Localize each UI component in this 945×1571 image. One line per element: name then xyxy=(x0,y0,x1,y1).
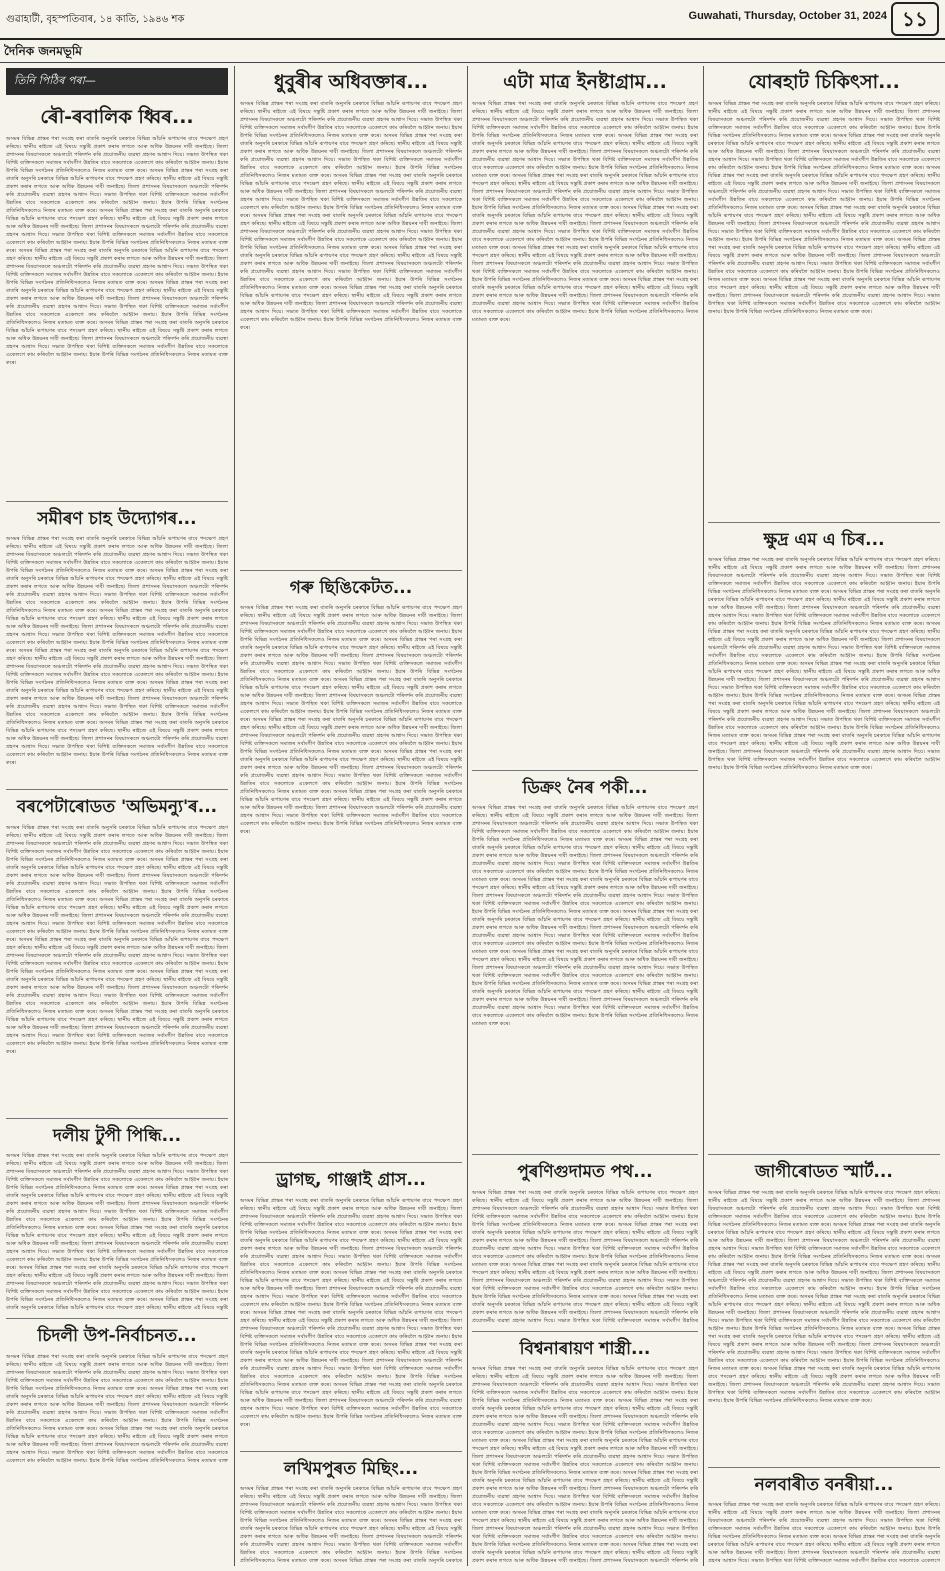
article-body: অসমৰ বিভিন্ন প্ৰান্তৰ পৰা সংগ্ৰহ কৰা বাতৰি অনুসৰি চৰকাৰে বিভিন্ন আঁচনি ৰূপায়ণৰ বাবে পদক্ষেপ গ্ৰহণ কৰিছে। স্থানীয় ৰাইজে এই বিষয়ে সন্তুষ্টি প্ৰকাশ কৰাৰ লগতে আৰু অধিক উন্নয়নৰ দাবী জনাইছে। জিলা প্ৰশাসনৰ বিষয়াসকলে অঞ্চলটো পৰিদৰ্শন কৰি প্ৰয়োজনীয় ব্যৱস্থা গ্ৰহণৰ আশ্বাস দিয়ে। সভাত উপস্থিত থকা বিশিষ্ট ব্যক্তিসকলে সমাজৰ সৰ্বাংগীণ উন্নতিৰ বাবে সকলোকে একেলগে কাম কৰিবলৈ আহ্বান জনায়। ইয়াৰ উপৰি বিভিন্ন সংগঠনৰ প্ৰতিনিধিসকলেও নিজৰ মতামত ব্যক্ত কৰে। অসমৰ বিভিন্ন প্ৰান্তৰ পৰা সংগ্ৰহ কৰা বাতৰি অনুসৰি চৰকাৰে বিভিন্ন আঁচনি ৰূপায়ণৰ বাবে পদক্ষেপ গ্ৰহণ কৰিছে। স্থানীয় ৰাইজে এই বিষয়ে সন্তুষ্টি প্ৰকাশ কৰাৰ লগতে আৰু অধিক উন্নয়নৰ দাবী জনাইছে। জিলা প্ৰশাসনৰ বিষয়াসকলে অঞ্চলটো পৰিদৰ্শন কৰি প্ৰয়োজনীয় ব্যৱস্থা গ্ৰহণৰ আশ্বাস দিয়ে। সভাত উপস্থিত থকা বিশিষ্ট ব্যক্তিসকলে সমাজৰ সৰ্বাংগীণ উন্নতিৰ বাবে সকলোকে একেলগে কাম কৰিবলৈ আহ্বান জনায়। ইয়াৰ উপৰি বিভিন্ন সংগঠনৰ প্ৰতিনিধিসকলেও নিজৰ মতামত ব্যক্ত কৰে। অসমৰ বিভিন্ন প্ৰান্তৰ পৰা সংগ্ৰহ কৰা বাতৰি অনুসৰি চৰকাৰে বিভিন্ন আঁচনি ৰূপায়ণৰ বাবে পদক্ষেপ গ্ৰহণ কৰিছে। স্থানীয় ৰাইজে এই বিষয়ে সন্তুষ্টি প্ৰকাশ কৰাৰ লগতে আৰু অধিক উন্নয়নৰ দাবী জনাইছে। জিলা প্ৰশাসনৰ বিষয়াসকলে অঞ্চলটো পৰিদৰ্শন কৰি প্ৰয়োজনীয় ব্যৱস্থা গ্ৰহণৰ আশ্বাস দিয়ে। সভাত উপস্থিত থকা বিশিষ্ট ব্যক্তিসকলে সমাজৰ সৰ্বাংগীণ উন্নতিৰ বাবে সকলোকে একেলগে কাম কৰিবলৈ আহ্বান জনায়। ইয়াৰ উপৰি বিভিন্ন সংগঠনৰ প্ৰতিনিধিসকলেও নিজৰ মতামত ব্যক্ত কৰে। অসমৰ বিভিন্ন প্ৰান্তৰ পৰা সংগ্ৰহ কৰা বাতৰি অনুসৰি চৰকাৰে বিভিন্ন আঁচনি ৰূপায়ণৰ বাবে পদক্ষেপ গ্ৰহণ কৰিছে। স্থানীয় ৰাইজে এই বিষয়ে সন্তুষ্টি প্ৰকাশ কৰাৰ লগতে আৰু অধিক উন্নয়নৰ দাবী জনাইছে। জিলা প্ৰশাসনৰ বিষয়াসকলে অঞ্চলটো পৰিদৰ্শন কৰি প্ৰয়োজনীয় ব্যৱস্থা গ্ৰহণৰ আশ্বাস দিয়ে। সভাত উপস্থিত থকা বিশিষ্ট ব্যক্তিসকলে সমাজৰ সৰ্বাংগীণ উন্নতিৰ বাবে সকলোকে একেলগে কাম কৰিবলৈ আহ্বান জনায়। ইয়াৰ উপৰি বিভিন্ন সংগঠনৰ প্ৰতিনিধিসকলেও নিজৰ মতামত ব্যক্ত কৰে। অসমৰ বিভিন্ন প্ৰান্তৰ পৰা সংগ্ৰহ কৰা বাতৰি অনুসৰি চৰকাৰে বিভিন্ন আঁচনি ৰূপায়ণৰ বাবে পদক্ষেপ গ্ৰহণ কৰিছে। স্থানীয় ৰাইজে এই বিষয়ে সন্তুষ্টি প্ৰকাশ কৰাৰ লগতে আৰু অধিক উন্নয়নৰ দাবী জনাইছে। জিলা প্ৰশাসনৰ বিষয়াসকলে অঞ্চলটো পৰিদৰ্শন কৰি প্ৰয়োজনীয় ব্যৱস্থা গ্ৰহণৰ আশ্বাস দিয়ে। সভাত উপস্থিত থকা বিশিষ্ট ব্যক্তিসকলে সমাজৰ সৰ্বাংগীণ উন্নতিৰ বাবে সকলোকে একেলগে কাম কৰিবলৈ আহ্বান জনায়। ইয়াৰ উপৰি বিভিন্ন সংগঠনৰ প্ৰতিনিধিসকলেও নিজৰ মতামত ব্যক্ত কৰে। অসমৰ বিভিন্ন প্ৰান্তৰ পৰা সংগ্ৰহ কৰা বাতৰি অনুসৰি চৰকাৰে বিভিন্ন আঁচনি ৰূপায়ণৰ বাবে পদক্ষেপ গ্ৰহণ কৰিছে। স্থানীয় ৰাইজে এই বিষয়ে সন্তুষ্টি প্ৰকাশ কৰাৰ লগতে আৰু অধিক উন্নয়নৰ দাবী জনাইছে। জিলা প্ৰশাসনৰ বিষয়াসকলে অঞ্চলটো পৰিদৰ্শন কৰি প্ৰয়োজনীয় ব্যৱস্থা গ্ৰহণৰ আশ্বাস দিয়ে। সভাত উপস্থিত থকা বিশিষ্ট ব্যক্তিসকলে সমাজৰ সৰ্বাংগীণ উন্নতিৰ বাবে সকলোকে একেলগে কাম কৰিবলৈ আহ্বান জনায়। ইয়াৰ উপৰি বিভিন্ন সংগঠনৰ প্ৰতিনিধিসকলেও নিজৰ মতামত ব্যক্ত কৰে। xyxy=(708,100,940,315)
article xyxy=(472,775,698,1149)
article-headline: বিশ্বনাৰায়ণ শাস্ত্ৰী... xyxy=(519,1338,651,1359)
article-headline: ধুবুৰীৰ অধিবক্তাৰ... xyxy=(273,71,429,93)
article xyxy=(240,1167,462,1445)
article-body: অসমৰ বিভিন্ন প্ৰান্তৰ পৰা সংগ্ৰহ কৰা বাতৰি অনুসৰি চৰকাৰে বিভিন্ন আঁচনি ৰূপায়ণৰ বাবে পদক্ষেপ গ্ৰহণ কৰিছে। স্থানীয় ৰাইজে এই বিষয়ে সন্তুষ্টি প্ৰকাশ কৰাৰ লগতে আৰু অধিক উন্নয়নৰ দাবী জনাইছে। জিলা প্ৰশাসনৰ বিষয়াসকলে অঞ্চলটো পৰিদৰ্শন কৰি প্ৰয়োজনীয় ব্যৱস্থা গ্ৰহণৰ আশ্বাস দিয়ে। সভাত উপস্থিত থকা বিশিষ্ট ব্যক্তিসকলে সমাজৰ সৰ্বাংগীণ উন্নতিৰ বাবে সকলোকে একেলগে কাম কৰিবলৈ আহ্বান জনায়। ইয়াৰ উপৰি বিভিন্ন সংগঠনৰ প্ৰতিনিধিসকলেও নিজৰ মতামত ব্যক্ত কৰে। অসমৰ বিভিন্ন প্ৰান্তৰ পৰা সংগ্ৰহ কৰা বাতৰি অনুসৰি চৰকাৰে বিভিন্ন আঁচনি ৰূপায়ণৰ বাবে পদক্ষেপ গ্ৰহণ কৰিছে। স্থানীয় ৰাইজে এই বিষয়ে সন্তুষ্টি প্ৰকাশ কৰাৰ লগতে আৰু অধিক উন্নয়নৰ দাবী জনাইছে। জিলা প্ৰশাসনৰ বিষয়াসকলে অঞ্চলটো পৰিদৰ্শন কৰি প্ৰয়োজনীয় ব্যৱস্থা গ্ৰহণৰ আশ্বাস দিয়ে। সভাত উপস্থিত থকা বিশিষ্ট ব্যক্তিসকলে সমাজৰ সৰ্বাংগীণ উন্নতিৰ বাবে সকলোকে একেলগে কাম কৰিবলৈ আহ্বান জনায়। ইয়াৰ উপৰি বিভিন্ন সংগঠনৰ প্ৰতিনিধিসকলেও নিজৰ মতামত ব্যক্ত কৰে। অসমৰ বিভিন্ন প্ৰান্তৰ পৰা সংগ্ৰহ কৰা বাতৰি অনুসৰি চৰকাৰে বিভিন্ন আঁচনি ৰূপায়ণৰ বাবে পদক্ষেপ গ্ৰহণ কৰিছে। স্থানীয় ৰাইজে এই বিষয়ে সন্তুষ্টি প্ৰকাশ কৰাৰ লগতে আৰু অধিক উন্নয়নৰ দাবী জনাইছে। জিলা প্ৰশাসনৰ বিষয়াসকলে অঞ্চলটো পৰিদৰ্শন কৰি প্ৰয়োজনীয় ব্যৱস্থা গ্ৰহণৰ আশ্বাস দিয়ে। সভাত উপস্থিত থকা বিশিষ্ট ব্যক্তিসকলে সমাজৰ সৰ্বাংগীণ উন্নতিৰ বাবে সকলোকে একেলগে কাম কৰিবলৈ আহ্বান জনায়। ইয়াৰ উপৰি বিভিন্ন সংগঠনৰ প্ৰতিনিধিসকলেও নিজৰ মতামত ব্যক্ত কৰে। অসমৰ বিভিন্ন প্ৰান্তৰ পৰা সংগ্ৰহ কৰা বাতৰি অনুসৰি চৰকাৰে বিভিন্ন আঁচনি ৰূপায়ণৰ বাবে পদক্ষেপ গ্ৰহণ কৰিছে। স্থানীয় ৰাইজে এই বিষয়ে সন্তুষ্টি প্ৰকাশ কৰাৰ লগতে আৰু অধিক উন্নয়নৰ দাবী জনাইছে। জিলা প্ৰশাসনৰ বিষয়াসকলে অঞ্চলটো পৰিদৰ্শন কৰি প্ৰয়োজনীয় ব্যৱস্থা গ্ৰহণৰ আশ্বাস দিয়ে। সভাত উপস্থিত থকা বিশিষ্ট ব্যক্তিসকলে সমাজৰ সৰ্বাংগীণ উন্নতিৰ বাবে সকলোকে একেলগে কাম কৰিবলৈ আহ্বান জনায়। ইয়াৰ উপৰি বিভিন্ন সংগঠনৰ প্ৰতিনিধিসকলেও নিজৰ মতামত ব্যক্ত কৰে। অসমৰ বিভিন্ন প্ৰান্তৰ পৰা সংগ্ৰহ কৰা বাতৰি অনুসৰি চৰকাৰে বিভিন্ন আঁচনি ৰূপায়ণৰ বাবে পদক্ষেপ গ্ৰহণ কৰিছে। স্থানীয় ৰাইজে এই বিষয়ে সন্তুষ্টি প্ৰকাশ কৰাৰ লগতে আৰু অধিক উন্নয়নৰ দাবী জনাইছে। জিলা প্ৰশাসনৰ বিষয়াসকলে অঞ্চলটো পৰিদৰ্শন কৰি প্ৰয়োজনীয় ব্যৱস্থা গ্ৰহণৰ আশ্বাস দিয়ে। সভাত উপস্থিত থকা বিশিষ্ট ব্যক্তিসকলে সমাজৰ সৰ্বাংগীণ উন্নতিৰ বাবে সকলোকে একেলগে কাম কৰিবলৈ আহ্বান জনায়। ইয়াৰ উপৰি বিভিন্ন সংগঠনৰ প্ৰতিনিধিসকলেও নিজৰ মতামত ব্যক্ত কৰে। অসমৰ বিভিন্ন প্ৰান্তৰ পৰা সংগ্ৰহ কৰা বাতৰি অনুসৰি চৰকাৰে বিভিন্ন আঁচনি ৰূপায়ণৰ বাবে পদক্ষেপ গ্ৰহণ কৰিছে। স্থানীয় ৰাইজে এই বিষয়ে সন্তুষ্টি প্ৰকাশ কৰাৰ লগতে আৰু অধিক উন্নয়নৰ দাবী জনাইছে। জিলা প্ৰশাসনৰ বিষয়াসকলে অঞ্চলটো পৰিদৰ্শন কৰি প্ৰয়োজনীয় ব্যৱস্থা গ্ৰহণৰ আশ্বাস দিয়ে। সভাত উপস্থিত থকা বিশিষ্ট ব্যক্তিসকলে সমাজৰ সৰ্বাংগীণ উন্নতিৰ বাবে সকলোকে একেলগে কাম কৰিবলৈ আহ্বান জনায়। ইয়াৰ উপৰি বিভিন্ন সংগঠনৰ প্ৰতিনিধিসকলেও নিজৰ মতামত ব্যক্ত কৰে। xyxy=(472,100,698,323)
article xyxy=(6,506,228,784)
article-headline: সমীৰণ চাহ উদ্যোগৰ... xyxy=(37,508,197,529)
article xyxy=(708,527,940,1149)
article-body: অসমৰ বিভিন্ন প্ৰান্তৰ পৰা সংগ্ৰহ কৰা বাতৰি অনুসৰি চৰকাৰে বিভিন্ন আঁচনি ৰূপায়ণৰ বাবে পদক্ষেপ গ্ৰহণ কৰিছে। স্থানীয় ৰাইজে এই বিষয়ে সন্তুষ্টি প্ৰকাশ কৰাৰ লগতে আৰু অধিক উন্নয়নৰ দাবী জনাইছে। জিলা প্ৰশাসনৰ বিষয়াসকলে অঞ্চলটো পৰিদৰ্শন কৰি প্ৰয়োজনীয় ব্যৱস্থা গ্ৰহণৰ আশ্বাস দিয়ে। সভাত উপস্থিত থকা বিশিষ্ট ব্যক্তিসকলে সমাজৰ সৰ্বাংগীণ উন্নতিৰ বাবে সকলোকে একেলগে কাম কৰিবলৈ আহ্বান জনায়। ইয়াৰ উপৰি বিভিন্ন সংগঠনৰ প্ৰতিনিধিসকলেও নিজৰ মতামত ব্যক্ত কৰে। অসমৰ বিভিন্ন প্ৰান্তৰ পৰা সংগ্ৰহ কৰা বাতৰি অনুসৰি চৰকাৰে বিভিন্ন আঁচনি ৰূপায়ণৰ বাবে পদক্ষেপ গ্ৰহণ কৰিছে। স্থানীয় ৰাইজে এই বিষয়ে সন্তুষ্টি প্ৰকাশ কৰাৰ লগতে আৰু অধিক উন্নয়নৰ দাবী জনাইছে। জিলা প্ৰশাসনৰ বিষয়াসকলে অঞ্চলটো পৰিদৰ্শন কৰি প্ৰয়োজনীয় ব্যৱস্থা গ্ৰহণৰ আশ্বাস দিয়ে। সভাত উপস্থিত থকা বিশিষ্ট ব্যক্তিসকলে সমাজৰ সৰ্বাংগীণ উন্নতিৰ বাবে সকলোকে একেলগে xyxy=(708,1502,940,1565)
article-body: অসমৰ বিভিন্ন প্ৰান্তৰ পৰা সংগ্ৰহ কৰা বাতৰি অনুসৰি চৰকাৰে বিভিন্ন আঁচনি ৰূপায়ণৰ বাবে পদক্ষেপ গ্ৰহণ কৰিছে। স্থানীয় ৰাইজে এই বিষয়ে সন্তুষ্টি প্ৰকাশ কৰাৰ লগতে আৰু অধিক উন্নয়নৰ দাবী জনাইছে। জিলা প্ৰশাসনৰ বিষয়াসকলে অঞ্চলটো পৰিদৰ্শন কৰি প্ৰয়োজনীয় ব্যৱস্থা গ্ৰহণৰ আশ্বাস দিয়ে। সভাত উপস্থিত থকা বিশিষ্ট ব্যক্তিসকলে সমাজৰ সৰ্বাংগীণ উন্নতিৰ বাবে সকলোকে একেলগে কাম কৰিবলৈ আহ্বান জনায়। ইয়াৰ উপৰি বিভিন্ন সংগঠনৰ প্ৰতিনিধিসকলেও নিজৰ মতামত ব্যক্ত কৰে। অসমৰ বিভিন্ন প্ৰান্তৰ পৰা সংগ্ৰহ কৰা বাতৰি অনুসৰি চৰকাৰে বিভিন্ন আঁচনি ৰূপায়ণৰ বাবে পদক্ষেপ গ্ৰহণ কৰিছে। স্থানীয় ৰাইজে এই বিষয়ে সন্তুষ্টি প্ৰকাশ কৰাৰ লগতে আৰু অধিক উন্নয়নৰ দাবী জনাইছে। জিলা প্ৰশাসনৰ বিষয়াসকলে অঞ্চলটো পৰিদৰ্শন কৰি প্ৰয়োজনীয় ব্যৱস্থা গ্ৰহণৰ আশ্বাস দিয়ে। সভাত উপস্থিত থকা বিশিষ্ট ব্যক্তিসকলে সমাজৰ সৰ্বাংগীণ উন্নতিৰ বাবে সকলোকে একেলগে কাম কৰিবলৈ আহ্বান জনায়। ইয়াৰ উপৰি বিভিন্ন সংগঠনৰ প্ৰতিনিধিসকলেও নিজৰ মতামত ব্যক্ত কৰে। অসমৰ বিভিন্ন প্ৰান্তৰ পৰা সংগ্ৰহ কৰা বাতৰি অনুসৰি চৰকাৰে বিভিন্ন আঁচনি ৰূপায়ণৰ বাবে পদক্ষেপ গ্ৰহণ কৰিছে। স্থানীয় ৰাইজে এই বিষয়ে সন্তুষ্টি প্ৰকাশ কৰাৰ লগতে আৰু অধিক উন্নয়নৰ দাবী জনাইছে। জিলা প্ৰশাসনৰ বিষয়াসকলে অঞ্চলটো পৰিদৰ্শন কৰি প্ৰয়োজনীয় ব্যৱস্থা গ্ৰহণৰ আশ্বাস দিয়ে। সভাত উপস্থিত থকা বিশিষ্ট ব্যক্তিসকলে সমাজৰ সৰ্বাংগীণ উন্নতিৰ বাবে সকলোকে একেলগে কাম কৰিবলৈ আহ্বান জনায়। ইয়াৰ উপৰি বিভিন্ন সংগঠনৰ প্ৰতিনিধিসকলেও নিজৰ মতামত ব্যক্ত কৰে। অসমৰ বিভিন্ন প্ৰান্তৰ পৰা সংগ্ৰহ কৰা বাতৰি অনুসৰি চৰকাৰে বিভিন্ন আঁচনি ৰূপায়ণৰ বাবে পদক্ষেপ গ্ৰহণ কৰিছে। স্থানীয় ৰাইজে এই বিষয়ে সন্তুষ্টি প্ৰকাশ কৰাৰ লগতে আৰু অধিক উন্নয়নৰ দাবী জনাইছে। জিলা প্ৰশাসনৰ বিষয়াসকলে অঞ্চলটো পৰিদৰ্শন কৰি প্ৰয়োজনীয় ব্যৱস্থা গ্ৰহণৰ আশ্বাস দিয়ে। সভাত উপস্থিত থকা বিশিষ্ট ব্যক্তিসকলে সমাজৰ সৰ্বাংগীণ উন্নতিৰ বাবে সকলোকে একেলগে কাম কৰিবলৈ আহ্বান জনায়। ইয়াৰ উপৰি বিভিন্ন সংগঠনৰ প্ৰতিনিধিসকলেও নিজৰ মতামত ব্যক্ত কৰে। অসমৰ বিভিন্ন প্ৰান্তৰ পৰা সংগ্ৰহ কৰা বাতৰি অনুসৰি চৰকাৰে বিভিন্ন আঁচনি ৰূপায়ণৰ বাবে পদক্ষেপ গ্ৰহণ কৰিছে। স্থানীয় ৰাইজে এই বিষয়ে সন্তুষ্টি প্ৰকাশ কৰাৰ লগতে আৰু অধিক উন্নয়নৰ দাবী জনাইছে। জিলা প্ৰশাসনৰ বিষয়াসকলে অঞ্চলটো পৰিদৰ্শন কৰি প্ৰয়োজনীয় ব্যৱস্থা গ্ৰহণৰ আশ্বাস দিয়ে। সভাত উপস্থিত থকা বিশিষ্ট ব্যক্তিসকলে সমাজৰ সৰ্বাংগীণ উন্নতিৰ বাবে সকলোকে একেলগে কাম কৰিবলৈ আহ্বান জনায়। ইয়াৰ উপৰি বিভিন্ন সংগঠনৰ প্ৰতিনিধিসকলেও নিজৰ মতামত ব্যক্ত কৰে। অসমৰ বিভিন্ন প্ৰান্তৰ পৰা সংগ্ৰহ কৰা বাতৰি অনুসৰি চৰকাৰে বিভিন্ন আঁচনি ৰূপায়ণৰ বাবে পদক্ষেপ গ্ৰহণ কৰিছে। স্থানীয় ৰাইজে এই বিষয়ে সন্তুষ্টি প্ৰকাশ কৰাৰ লগতে আৰু অধিক উন্নয়নৰ দাবী জনাইছে। জিলা প্ৰশাসনৰ বিষয়াসকলে অঞ্চলটো পৰিদৰ্শন কৰি প্ৰয়োজনীয় ব্যৱস্থা গ্ৰহণৰ আশ্বাস দিয়ে। সভাত উপস্থিত থকা বিশিষ্ট ব্যক্তিসকলে সমাজৰ সৰ্বাংগীণ উন্নতিৰ বাবে সকলোকে একেলগে কাম কৰিবলৈ আহ্বান জনায়। ইয়াৰ উপৰি বিভিন্ন সংগঠনৰ প্ৰতিনিধিসকলেও নিজৰ মতামত ব্যক্ত কৰে। xyxy=(240,1197,462,1428)
article-headline: ৰৌ-ৰবালিক ধ্বিৰ... xyxy=(40,106,194,128)
article-body: অসমৰ বিভিন্ন প্ৰান্তৰ পৰা সংগ্ৰহ কৰা বাতৰি অনুসৰি চৰকাৰে বিভিন্ন আঁচনি ৰূপায়ণৰ বাবে পদক্ষেপ গ্ৰহণ কৰিছে। স্থানীয় ৰাইজে এই বিষয়ে সন্তুষ্টি প্ৰকাশ কৰাৰ লগতে আৰু অধিক উন্নয়নৰ দাবী জনাইছে। জিলা প্ৰশাসনৰ বিষয়াসকলে অঞ্চলটো পৰিদৰ্শন কৰি প্ৰয়োজনীয় ব্যৱস্থা গ্ৰহণৰ আশ্বাস দিয়ে। সভাত উপস্থিত থকা বিশিষ্ট ব্যক্তিসকলে সমাজৰ সৰ্বাংগীণ উন্নতিৰ বাবে সকলোকে একেলগে কাম কৰিবলৈ আহ্বান জনায়। ইয়াৰ উপৰি বিভিন্ন সংগঠনৰ প্ৰতিনিধিসকলেও নিজৰ মতামত ব্যক্ত কৰে। অসমৰ বিভিন্ন প্ৰান্তৰ পৰা সংগ্ৰহ কৰা বাতৰি অনুসৰি চৰকাৰে বিভিন্ন আঁচনি ৰূপায়ণৰ বাবে পদক্ষেপ গ্ৰহণ কৰিছে। স্থানীয় ৰাইজে এই বিষয়ে সন্তুষ্টি প্ৰকাশ কৰাৰ লগতে আৰু অধিক উন্নয়নৰ দাবী জনাইছে। জিলা প্ৰশাসনৰ বিষয়াসকলে অঞ্চলটো পৰিদৰ্শন কৰি প্ৰয়োজনীয় ব্যৱস্থা গ্ৰহণৰ আশ্বাস দিয়ে। সভাত উপস্থিত থকা বিশিষ্ট ব্যক্তিসকলে সমাজৰ সৰ্বাংগীণ উন্নতিৰ বাবে সকলোকে একেলগে কাম কৰিবলৈ আহ্বান জনায়। ইয়াৰ উপৰি বিভিন্ন সংগঠনৰ প্ৰতিনিধিসকলেও নিজৰ মতামত ব্যক্ত কৰে। অসমৰ বিভিন্ন প্ৰান্তৰ পৰা সংগ্ৰহ কৰা বাতৰি অনুসৰি চৰকাৰে বিভিন্ন আঁচনি ৰূপায়ণৰ বাবে পদক্ষেপ গ্ৰহণ কৰিছে। স্থানীয় ৰাইজে এই বিষয়ে সন্তুষ্টি প্ৰকাশ কৰাৰ লগতে আৰু অধিক উন্নয়নৰ দাবী জনাইছে। জিলা প্ৰশাসনৰ বিষয়াসকলে অঞ্চলটো পৰিদৰ্শন কৰি প্ৰয়োজনীয় ব্যৱস্থা গ্ৰহণৰ আশ্বাস দিয়ে। সভাত উপস্থিত থকা বিশিষ্ট ব্যক্তিসকলে সমাজৰ সৰ্বাংগীণ উন্নতিৰ বাবে সকলোকে একেলগে কাম কৰিবলৈ আহ্বান জনায়। ইয়াৰ উপৰি বিভিন্ন সংগঠনৰ প্ৰতিনিধিসকলেও নিজৰ মতামত ব্যক্ত কৰে। অসমৰ বিভিন্ন প্ৰান্তৰ পৰা সংগ্ৰহ কৰা বাতৰি অনুসৰি চৰকাৰে বিভিন্ন আঁচনি ৰূপায়ণৰ বাবে পদক্ষেপ গ্ৰহণ কৰিছে। স্থানীয় ৰাইজে এই বিষয়ে সন্তুষ্টি প্ৰকাশ কৰাৰ লগতে আৰু অধিক উন্নয়নৰ দাবী জনাইছে। জিলা প্ৰশাসনৰ বিষয়াসকলে অঞ্চলটো পৰিদৰ্শন কৰি প্ৰয়োজনীয় ব্যৱস্থা গ্ৰহণৰ আশ্বাস দিয়ে। সভাত উপস্থিত থকা বিশিষ্ট ব্যক্তিসকলে সমাজৰ সৰ্বাংগীণ উন্নতিৰ বাবে সকলোকে একেলগে কাম কৰিবলৈ আহ্বান জনায়। ইয়াৰ উপৰি বিভিন্ন সংগঠনৰ প্ৰতিনিধিসকলেও নিজৰ মতামত ব্যক্ত কৰে। অসমৰ বিভিন্ন প্ৰান্তৰ পৰা সংগ্ৰহ কৰা বাতৰি অনুসৰি চৰকাৰে বিভিন্ন আঁচনি ৰূপায়ণৰ বাবে পদক্ষেপ গ্ৰহণ কৰিছে। স্থানীয় ৰাইজে এই বিষয়ে সন্তুষ্টি প্ৰকাশ কৰাৰ লগতে আৰু অধিক উন্নয়নৰ দাবী জনাইছে। জিলা প্ৰশাসনৰ বিষয়াসকলে অঞ্চলটো পৰিদৰ্শন কৰি প্ৰয়োজনীয় ব্যৱস্থা গ্ৰহণৰ আশ্বাস দিয়ে। সভাত উপস্থিত থকা বিশিষ্ট ব্যক্তিসকলে সমাজৰ সৰ্বাংগীণ উন্নতিৰ বাবে সকলোকে একেলগে কাম কৰিবলৈ আহ্বান জনায়। ইয়াৰ উপৰি বিভিন্ন সংগঠনৰ প্ৰতিনিধিসকলেও নিজৰ মতামত ব্যক্ত কৰে। অসমৰ বিভিন্ন প্ৰান্তৰ পৰা সংগ্ৰহ কৰা বাতৰি অনুসৰি চৰকাৰে বিভিন্ন আঁচনি ৰূপায়ণৰ বাবে পদক্ষেপ গ্ৰহণ কৰিছে। স্থানীয় ৰাইজে এই বিষয়ে সন্তুষ্টি প্ৰকাশ কৰাৰ লগতে আৰু অধিক উন্নয়নৰ দাবী জনাইছে। জিলা প্ৰশাসনৰ বিষয়াসকলে অঞ্চলটো পৰিদৰ্শন কৰি প্ৰয়োজনীয় ব্যৱস্থা গ্ৰহণৰ আশ্বাস দিয়ে। সভাত উপস্থিত থকা বিশিষ্ট ব্যক্তিসকলে সমাজৰ সৰ্বাংগীণ উন্নতিৰ বাবে সকলোকে একেলগে কাম কৰিবলৈ আহ্বান জনায়। ইয়াৰ উপৰি বিভিন্ন সংগঠনৰ প্ৰতিনিধিসকলেও নিজৰ মতামত ব্যক্ত কৰে। xyxy=(240,100,462,331)
article-body: অসমৰ বিভিন্ন প্ৰান্তৰ পৰা সংগ্ৰহ কৰা বাতৰি অনুসৰি চৰকাৰে বিভিন্ন আঁচনি ৰূপায়ণৰ বাবে পদক্ষেপ গ্ৰহণ কৰিছে। স্থানীয় ৰাইজে এই বিষয়ে সন্তুষ্টি প্ৰকাশ কৰাৰ লগতে আৰু অধিক উন্নয়নৰ দাবী জনাইছে। জিলা প্ৰশাসনৰ বিষয়াসকলে অঞ্চলটো পৰিদৰ্শন কৰি প্ৰয়োজনীয় ব্যৱস্থা গ্ৰহণৰ আশ্বাস দিয়ে। সভাত উপস্থিত থকা বিশিষ্ট ব্যক্তিসকলে সমাজৰ সৰ্বাংগীণ উন্নতিৰ বাবে সকলোকে একেলগে কাম কৰিবলৈ আহ্বান জনায়। ইয়াৰ উপৰি বিভিন্ন সংগঠনৰ প্ৰতিনিধিসকলেও নিজৰ মতামত ব্যক্ত কৰে। অসমৰ বিভিন্ন প্ৰান্তৰ পৰা সংগ্ৰহ কৰা বাতৰি অনুসৰি চৰকাৰে বিভিন্ন আঁচনি ৰূপায়ণৰ বাবে পদক্ষেপ গ্ৰহণ কৰিছে। স্থানীয় ৰাইজে এই বিষয়ে সন্তুষ্টি প্ৰকাশ কৰাৰ লগতে আৰু অধিক উন্নয়নৰ দাবী জনাইছে। জিলা প্ৰশাসনৰ বিষয়াসকলে অঞ্চলটো পৰিদৰ্শন কৰি প্ৰয়োজনীয় ব্যৱস্থা গ্ৰহণৰ আশ্বাস দিয়ে। সভাত উপস্থিত থকা বিশিষ্ট ব্যক্তিসকলে সমাজৰ সৰ্বাংগীণ উন্নতিৰ বাবে সকলোকে একেলগে কাম কৰিবলৈ আহ্বান জনায়। ইয়াৰ উপৰি বিভিন্ন সংগঠনৰ প্ৰতিনিধিসকলেও নিজৰ মতামত ব্যক্ত কৰে। অসমৰ বিভিন্ন প্ৰান্তৰ পৰা সংগ্ৰহ কৰা বাতৰি অনুসৰি চৰকাৰে বিভিন্ন আঁচনি ৰূপায়ণৰ বাবে পদক্ষেপ গ্ৰহণ কৰিছে। স্থানীয় ৰাইজে এই বিষয়ে সন্তুষ্টি প্ৰকাশ কৰাৰ লগতে আৰু অধিক উন্নয়নৰ দাবী জনাইছে। জিলা প্ৰশাসনৰ বিষয়াসকলে অঞ্চলটো পৰিদৰ্শন কৰি প্ৰয়োজনীয় ব্যৱস্থা গ্ৰহণৰ আশ্বাস দিয়ে। সভাত উপস্থিত থকা বিশিষ্ট ব্যক্তিসকলে সমাজৰ সৰ্বাংগীণ উন্নতিৰ বাবে সকলোকে একেলগে কাম কৰিবলৈ আহ্বান জনায়। ইয়াৰ উপৰি বিভিন্ন সংগঠনৰ প্ৰতিনিধিসকলেও নিজৰ মতামত ব্যক্ত xyxy=(6,1354,228,1465)
column-divider xyxy=(467,66,468,1566)
column-3 xyxy=(472,68,698,1565)
article-separator xyxy=(472,770,698,771)
article xyxy=(708,1472,940,1565)
article-headline: লখিমপুৰত মিছিং... xyxy=(283,1458,419,1479)
column-divider xyxy=(703,66,704,1566)
article xyxy=(240,68,462,564)
article-headline: ড্ৰাগছ, গাঞ্জাই গ্ৰাস... xyxy=(276,1170,426,1191)
article xyxy=(6,794,228,1112)
newspaper-brand: দৈনিক জনমভূমি xyxy=(4,44,82,58)
article-headline: পুৰণিগুদামত পথ... xyxy=(517,1162,653,1183)
section-kicker: তিনি পিঠিৰ পৰা— xyxy=(6,68,228,95)
article xyxy=(708,1159,940,1461)
article-separator xyxy=(708,1154,940,1155)
article-separator xyxy=(6,789,228,790)
column-divider xyxy=(234,66,235,1566)
masthead xyxy=(0,0,945,40)
date-english: Guwahati, Thursday, October 31, 2024 xyxy=(688,10,887,22)
article xyxy=(708,68,940,516)
article xyxy=(6,1323,228,1465)
article-headline: এটা মাত্ৰ ইনষ্টাগ্ৰাম... xyxy=(503,71,667,93)
article xyxy=(6,1123,228,1313)
article-headline: দলীয় টুপী পিন্ধি... xyxy=(52,1125,182,1146)
column-2 xyxy=(240,68,462,1565)
article-separator xyxy=(472,1331,698,1332)
article xyxy=(472,68,698,764)
article-headline: জাগীৰোডত স্মাৰ্ট... xyxy=(755,1162,893,1183)
article-body: অসমৰ বিভিন্ন প্ৰান্তৰ পৰা সংগ্ৰহ কৰা বাতৰি অনুসৰি চৰকাৰে বিভিন্ন আঁচনি ৰূপায়ণৰ বাবে পদক্ষেপ গ্ৰহণ কৰিছে। স্থানীয় ৰাইজে এই বিষয়ে সন্তুষ্টি প্ৰকাশ কৰাৰ লগতে আৰু অধিক উন্নয়নৰ দাবী জনাইছে। জিলা প্ৰশাসনৰ বিষয়াসকলে অঞ্চলটো পৰিদৰ্শন কৰি প্ৰয়োজনীয় ব্যৱস্থা গ্ৰহণৰ আশ্বাস দিয়ে। সভাত উপস্থিত থকা বিশিষ্ট ব্যক্তিসকলে সমাজৰ সৰ্বাংগীণ উন্নতিৰ বাবে সকলোকে একেলগে কাম কৰিবলৈ আহ্বান জনায়। ইয়াৰ উপৰি বিভিন্ন সংগঠনৰ প্ৰতিনিধিসকলেও নিজৰ মতামত ব্যক্ত কৰে। অসমৰ বিভিন্ন প্ৰান্তৰ পৰা সংগ্ৰহ কৰা বাতৰি অনুসৰি চৰকাৰে বিভিন্ন আঁচনি ৰূপায়ণৰ বাবে পদক্ষেপ গ্ৰহণ কৰিছে। স্থানীয় ৰাইজে এই বিষয়ে সন্তুষ্টি প্ৰকাশ কৰাৰ লগতে আৰু অধিক উন্নয়নৰ দাবী জনাইছে। জিলা প্ৰশাসনৰ বিষয়াসকলে অঞ্চলটো পৰিদৰ্শন কৰি প্ৰয়োজনীয় ব্যৱস্থা গ্ৰহণৰ আশ্বাস দিয়ে। সভাত উপস্থিত থকা বিশিষ্ট ব্যক্তিসকলে সমাজৰ সৰ্বাংগীণ উন্নতিৰ বাবে সকলোকে একেলগে কাম কৰিবলৈ আহ্বান জনায়। ইয়াৰ উপৰি বিভিন্ন সংগঠনৰ প্ৰতিনিধিসকলেও নিজৰ মতামত ব্যক্ত কৰে। অসমৰ বিভিন্ন প্ৰান্তৰ পৰা সংগ্ৰহ কৰা বাতৰি অনুসৰি চৰকাৰে xyxy=(240,1486,462,1565)
article-separator xyxy=(708,1467,940,1468)
article xyxy=(472,1159,698,1325)
article-headline: বৰপেটাৰোডত 'অভিমন্যু'ৰ... xyxy=(16,797,218,818)
article xyxy=(6,103,228,495)
article-separator xyxy=(240,1451,462,1452)
column-4 xyxy=(708,68,940,1565)
article-separator xyxy=(240,1162,462,1163)
article-body: অসমৰ বিভিন্ন প্ৰান্তৰ পৰা সংগ্ৰহ কৰা বাতৰি অনুসৰি চৰকাৰে বিভিন্ন আঁচনি ৰূপায়ণৰ বাবে পদক্ষেপ গ্ৰহণ কৰিছে। স্থানীয় ৰাইজে এই বিষয়ে সন্তুষ্টি প্ৰকাশ কৰাৰ লগতে আৰু অধিক উন্নয়নৰ দাবী জনাইছে। জিলা প্ৰশাসনৰ বিষয়াসকলে অঞ্চলটো পৰিদৰ্শন কৰি প্ৰয়োজনীয় ব্যৱস্থা গ্ৰহণৰ আশ্বাস দিয়ে। সভাত উপস্থিত থকা বিশিষ্ট ব্যক্তিসকলে সমাজৰ সৰ্বাংগীণ উন্নতিৰ বাবে সকলোকে একেলগে কাম কৰিবলৈ আহ্বান জনায়। ইয়াৰ উপৰি বিভিন্ন সংগঠনৰ প্ৰতিনিধিসকলেও নিজৰ মতামত ব্যক্ত কৰে। অসমৰ বিভিন্ন প্ৰান্তৰ পৰা সংগ্ৰহ কৰা বাতৰি অনুসৰি চৰকাৰে বিভিন্ন আঁচনি ৰূপায়ণৰ বাবে পদক্ষেপ গ্ৰহণ কৰিছে। স্থানীয় ৰাইজে এই বিষয়ে সন্তুষ্টি প্ৰকাশ কৰাৰ লগতে আৰু অধিক উন্নয়নৰ দাবী জনাইছে। জিলা প্ৰশাসনৰ বিষয়াসকলে অঞ্চলটো পৰিদৰ্শন কৰি প্ৰয়োজনীয় ব্যৱস্থা গ্ৰহণৰ আশ্বাস দিয়ে। সভাত উপস্থিত থকা বিশিষ্ট ব্যক্তিসকলে সমাজৰ সৰ্বাংগীণ উন্নতিৰ বাবে সকলোকে একেলগে কাম কৰিবলৈ আহ্বান জনায়। ইয়াৰ উপৰি বিভিন্ন সংগঠনৰ প্ৰতিনিধিসকলেও নিজৰ মতামত ব্যক্ত কৰে। অসমৰ বিভিন্ন প্ৰান্তৰ পৰা সংগ্ৰহ কৰা বাতৰি অনুসৰি চৰকাৰে বিভিন্ন আঁচনি ৰূপায়ণৰ বাবে পদক্ষেপ গ্ৰহণ কৰিছে। স্থানীয় ৰাইজে এই বিষয়ে সন্তুষ্টি প্ৰকাশ কৰাৰ লগতে আৰু অধিক উন্নয়নৰ দাবী জনাইছে। জিলা প্ৰশাসনৰ বিষয়াসকলে অঞ্চলটো পৰিদৰ্শন কৰি প্ৰয়োজনীয় ব্যৱস্থা গ্ৰহণৰ আশ্বাস দিয়ে। সভাত উপস্থিত থকা বিশিষ্ট ব্যক্তিসকলে সমাজৰ সৰ্বাংগীণ উন্নতিৰ বাবে সকলোকে একেলগে কাম কৰিবলৈ আহ্বান জনায়। ইয়াৰ উপৰি বিভিন্ন সংগঠনৰ প্ৰতিনিধিসকলেও নিজৰ মতামত ব্যক্ত কৰে। অসমৰ বিভিন্ন প্ৰান্তৰ পৰা সংগ্ৰহ কৰা বাতৰি অনুসৰি চৰকাৰে বিভিন্ন আঁচনি ৰূপায়ণৰ বাবে পদক্ষেপ গ্ৰহণ কৰিছে। স্থানীয় ৰাইজে এই বিষয়ে সন্তুষ্টি প্ৰকাশ কৰাৰ লগতে আৰু অধিক উন্নয়নৰ দাবী জনাইছে। জিলা প্ৰশাসনৰ বিষয়াসকলে অঞ্চলটো পৰিদৰ্শন কৰি প্ৰয়োজনীয় ব্যৱস্থা গ্ৰহণৰ আশ্বাস দিয়ে। সভাত উপস্থিত থকা বিশিষ্ট ব্যক্তিসকলে সমাজৰ সৰ্বাংগীণ উন্নতিৰ বাবে সকলোকে একেলগে কাম কৰিবলৈ আহ্বান জনায়। ইয়াৰ উপৰি বিভিন্ন সংগঠনৰ প্ৰতিনিধিসকলেও নিজৰ মতামত ব্যক্ত কৰে। অসমৰ বিভিন্ন প্ৰান্তৰ পৰা সংগ্ৰহ কৰা বাতৰি অনুসৰি চৰকাৰে বিভিন্ন আঁচনি ৰূপায়ণৰ বাবে পদক্ষেপ গ্ৰহণ কৰিছে। স্থানীয় ৰাইজে এই বিষয়ে সন্তুষ্টি প্ৰকাশ কৰাৰ লগতে আৰু অধিক উন্নয়নৰ দাবী জনাইছে। জিলা প্ৰশাসনৰ বিষয়াসকলে অঞ্চলটো পৰিদৰ্শন কৰি প্ৰয়োজনীয় ব্যৱস্থা গ্ৰহণৰ আশ্বাস দিয়ে। সভাত উপস্থিত থকা বিশিষ্ট ব্যক্তিসকলে সমাজৰ সৰ্বাংগীণ উন্নতিৰ বাবে সকলোকে একেলগে কাম কৰিবলৈ আহ্বান জনায়। ইয়াৰ উপৰি বিভিন্ন সংগঠনৰ প্ৰতিনিধিসকলেও নিজৰ মতামত ব্যক্ত কৰে। অসমৰ বিভিন্ন প্ৰান্তৰ পৰা সংগ্ৰহ কৰা বাতৰি অনুসৰি চৰকাৰে বিভিন্ন আঁচনি ৰূপায়ণৰ বাবে পদক্ষেপ গ্ৰহণ কৰিছে। স্থানীয় ৰাইজে এই বিষয়ে সন্তুষ্টি প্ৰকাশ কৰাৰ লগতে আৰু অধিক উন্নয়নৰ দাবী জনাইছে। জিলা প্ৰশাসনৰ বিষয়াসকলে অঞ্চলটো পৰিদৰ্শন কৰি প্ৰয়োজনীয় ব্যৱস্থা গ্ৰহণৰ আশ্বাস দিয়ে। সভাত উপস্থিত থকা বিশিষ্ট ব্যক্তিসকলে সমাজৰ সৰ্বাংগীণ উন্নতিৰ বাবে সকলোকে একেলগে কাম কৰিবলৈ আহ্বান জনায়। ইয়াৰ উপৰি বিভিন্ন সংগঠনৰ প্ৰতিনিধিসকলেও নিজৰ মতামত ব্যক্ত কৰে। xyxy=(472,805,698,1028)
article-headline: ক্ষুদ্ৰ এম এ চিৰ... xyxy=(763,529,885,550)
article-separator xyxy=(6,501,228,502)
page-number: ১১ xyxy=(891,2,939,36)
article-body: অসমৰ বিভিন্ন প্ৰান্তৰ পৰা সংগ্ৰহ কৰা বাতৰি অনুসৰি চৰকাৰে বিভিন্ন আঁচনি ৰূপায়ণৰ বাবে পদক্ষেপ গ্ৰহণ কৰিছে। স্থানীয় ৰাইজে এই বিষয়ে সন্তুষ্টি প্ৰকাশ কৰাৰ লগতে আৰু অধিক উন্নয়নৰ দাবী জনাইছে। জিলা প্ৰশাসনৰ বিষয়াসকলে অঞ্চলটো পৰিদৰ্শন কৰি প্ৰয়োজনীয় ব্যৱস্থা গ্ৰহণৰ আশ্বাস দিয়ে। সভাত উপস্থিত থকা বিশিষ্ট ব্যক্তিসকলে সমাজৰ সৰ্বাংগীণ উন্নতিৰ বাবে সকলোকে একেলগে কাম কৰিবলৈ আহ্বান জনায়। ইয়াৰ উপৰি বিভিন্ন সংগঠনৰ প্ৰতিনিধিসকলেও নিজৰ মতামত ব্যক্ত কৰে। অসমৰ বিভিন্ন প্ৰান্তৰ পৰা সংগ্ৰহ কৰা বাতৰি অনুসৰি চৰকাৰে বিভিন্ন আঁচনি ৰূপায়ণৰ বাবে পদক্ষেপ গ্ৰহণ কৰিছে। স্থানীয় ৰাইজে এই বিষয়ে সন্তুষ্টি প্ৰকাশ কৰাৰ লগতে আৰু অধিক উন্নয়নৰ দাবী জনাইছে। জিলা প্ৰশাসনৰ বিষয়াসকলে অঞ্চলটো পৰিদৰ্শন কৰি প্ৰয়োজনীয় ব্যৱস্থা গ্ৰহণৰ আশ্বাস দিয়ে। সভাত উপস্থিত থকা বিশিষ্ট ব্যক্তিসকলে সমাজৰ সৰ্বাংগীণ উন্নতিৰ বাবে সকলোকে একেলগে কাম কৰিবলৈ আহ্বান জনায়। ইয়াৰ উপৰি বিভিন্ন সংগঠনৰ প্ৰতিনিধিসকলেও নিজৰ মতামত ব্যক্ত কৰে। অসমৰ বিভিন্ন প্ৰান্তৰ পৰা সংগ্ৰহ কৰা বাতৰি অনুসৰি চৰকাৰে বিভিন্ন আঁচনি ৰূপায়ণৰ বাবে পদক্ষেপ গ্ৰহণ কৰিছে। স্থানীয় ৰাইজে এই বিষয়ে সন্তুষ্টি প্ৰকাশ কৰাৰ লগতে আৰু অধিক উন্নয়নৰ দাবী জনাইছে। জিলা প্ৰশাসনৰ বিষয়াসকলে অঞ্চলটো পৰিদৰ্শন কৰি প্ৰয়োজনীয় ব্যৱস্থা গ্ৰহণৰ আশ্বাস দিয়ে। সভাত উপস্থিত থকা বিশিষ্ট ব্যক্তিসকলে সমাজৰ সৰ্বাংগীণ উন্নতিৰ বাবে সকলোকে একেলগে কাম কৰিবলৈ আহ্বান জনায়। ইয়াৰ উপৰি বিভিন্ন সংগঠনৰ প্ৰতিনিধিসকলেও নিজৰ মতামত ব্যক্ত কৰে। অসমৰ বিভিন্ন প্ৰান্তৰ পৰা সংগ্ৰহ কৰা বাতৰি অনুসৰি চৰকাৰে বিভিন্ন আঁচনি ৰূপায়ণৰ বাবে পদক্ষেপ গ্ৰহণ কৰিছে। স্থানীয় ৰাইজে এই বিষয়ে সন্তুষ্টি প্ৰকাশ কৰাৰ লগতে আৰু অধিক উন্নয়নৰ দাবী জনাইছে। জিলা প্ৰশাসনৰ বিষয়াসকলে অঞ্চলটো পৰিদৰ্শন কৰি প্ৰয়োজনীয় ব্যৱস্থা গ্ৰহণৰ আশ্বাস দিয়ে। সভাত উপস্থিত থকা বিশিষ্ট ব্যক্তিসকলে সমাজৰ সৰ্বাংগীণ উন্নতিৰ বাবে সকলোকে একেলগে কাম কৰিবলৈ আহ্বান জনায়। ইয়াৰ উপৰি বিভিন্ন সংগঠনৰ প্ৰতিনিধিসকলেও নিজৰ মতামত ব্যক্ত কৰে। অসমৰ বিভিন্ন প্ৰান্তৰ পৰা সংগ্ৰহ কৰা বাতৰি অনুসৰি চৰকাৰে বিভিন্ন আঁচনি ৰূপায়ণৰ বাবে পদক্ষেপ গ্ৰহণ কৰিছে। স্থানীয় ৰাইজে এই বিষয়ে সন্তুষ্টি প্ৰকাশ কৰাৰ লগতে আৰু অধিক উন্নয়নৰ দাবী জনাইছে। জিলা প্ৰশাসনৰ বিষয়াসকলে অঞ্চলটো পৰিদৰ্শন কৰি প্ৰয়োজনীয় ব্যৱস্থা গ্ৰহণৰ আশ্বাস দিয়ে। সভাত উপস্থিত থকা বিশিষ্ট ব্যক্তিসকলে সমাজৰ সৰ্বাংগীণ উন্নতিৰ বাবে সকলোকে একেলগে কাম কৰিবলৈ আহ্বান জনায়। ইয়াৰ উপৰি বিভিন্ন সংগঠনৰ প্ৰতিনিধিসকলেও নিজৰ মতামত ব্যক্ত কৰে। অসমৰ বিভিন্ন প্ৰান্তৰ পৰা সংগ্ৰহ কৰা বাতৰি অনুসৰি চৰকাৰে বিভিন্ন আঁচনি ৰূপায়ণৰ বাবে পদক্ষেপ গ্ৰহণ কৰিছে। স্থানীয় ৰাইজে এই বিষয়ে সন্তুষ্টি প্ৰকাশ কৰাৰ লগতে আৰু অধিক উন্নয়নৰ দাবী জনাইছে। জিলা প্ৰশাসনৰ বিষয়াসকলে অঞ্চলটো পৰিদৰ্শন কৰি প্ৰয়োজনীয় ব্যৱস্থা গ্ৰহণৰ আশ্বাস দিয়ে। সভাত উপস্থিত থকা বিশিষ্ট ব্যক্তিসকলে সমাজৰ সৰ্বাংগীণ উন্নতিৰ বাবে সকলোকে একেলগে কাম কৰিবলৈ আহ্বান জনায়। ইয়াৰ উপৰি বিভিন্ন সংগঠনৰ প্ৰতিনিধিসকলেও নিজৰ মতামত ব্যক্ত কৰে। xyxy=(6,536,228,767)
article xyxy=(240,1456,462,1565)
article-body: অসমৰ বিভিন্ন প্ৰান্তৰ পৰা সংগ্ৰহ কৰা বাতৰি অনুসৰি চৰকাৰে বিভিন্ন আঁচনি ৰূপায়ণৰ বাবে পদক্ষেপ গ্ৰহণ কৰিছে। স্থানীয় ৰাইজে এই বিষয়ে সন্তুষ্টি প্ৰকাশ কৰাৰ লগতে আৰু অধিক উন্নয়নৰ দাবী জনাইছে। জিলা প্ৰশাসনৰ বিষয়াসকলে অঞ্চলটো পৰিদৰ্শন কৰি প্ৰয়োজনীয় ব্যৱস্থা গ্ৰহণৰ আশ্বাস দিয়ে। সভাত উপস্থিত থকা বিশিষ্ট ব্যক্তিসকলে সমাজৰ সৰ্বাংগীণ উন্নতিৰ বাবে সকলোকে একেলগে কাম কৰিবলৈ আহ্বান জনায়। ইয়াৰ উপৰি বিভিন্ন সংগঠনৰ প্ৰতিনিধিসকলেও নিজৰ মতামত ব্যক্ত কৰে। অসমৰ বিভিন্ন প্ৰান্তৰ পৰা সংগ্ৰহ কৰা বাতৰি অনুসৰি চৰকাৰে বিভিন্ন আঁচনি ৰূপায়ণৰ বাবে পদক্ষেপ গ্ৰহণ কৰিছে। স্থানীয় ৰাইজে এই বিষয়ে সন্তুষ্টি প্ৰকাশ কৰাৰ লগতে আৰু অধিক উন্নয়নৰ দাবী জনাইছে। জিলা প্ৰশাসনৰ বিষয়াসকলে অঞ্চলটো পৰিদৰ্শন কৰি প্ৰয়োজনীয় ব্যৱস্থা গ্ৰহণৰ আশ্বাস দিয়ে। সভাত উপস্থিত থকা বিশিষ্ট ব্যক্তিসকলে সমাজৰ সৰ্বাংগীণ উন্নতিৰ বাবে সকলোকে একেলগে কাম কৰিবলৈ আহ্বান জনায়। ইয়াৰ উপৰি বিভিন্ন সংগঠনৰ প্ৰতিনিধিসকলেও নিজৰ মতামত ব্যক্ত কৰে। অসমৰ বিভিন্ন প্ৰান্তৰ পৰা সংগ্ৰহ কৰা বাতৰি অনুসৰি চৰকাৰে বিভিন্ন আঁচনি ৰূপায়ণৰ বাবে পদক্ষেপ গ্ৰহণ কৰিছে। স্থানীয় ৰাইজে এই বিষয়ে সন্তুষ্টি প্ৰকাশ কৰাৰ লগতে আৰু অধিক উন্নয়নৰ দাবী জনাইছে। জিলা প্ৰশাসনৰ বিষয়াসকলে অঞ্চলটো পৰিদৰ্শন কৰি প্ৰয়োজনীয় ব্যৱস্থা গ্ৰহণৰ আশ্বাস দিয়ে। সভাত উপস্থিত থকা বিশিষ্ট ব্যক্তিসকলে সমাজৰ সৰ্বাংগীণ উন্নতিৰ বাবে সকলোকে একেলগে কাম কৰিবলৈ আহ্বান জনায়। ইয়াৰ উপৰি বিভিন্ন সংগঠনৰ প্ৰতিনিধিসকলেও নিজৰ মতামত ব্যক্ত কৰে। অসমৰ বিভিন্ন প্ৰান্তৰ পৰা সংগ্ৰহ কৰা বাতৰি অনুসৰি চৰকাৰে বিভিন্ন আঁচনি ৰূপায়ণৰ বাবে পদক্ষেপ গ্ৰহণ কৰিছে। স্থানীয় ৰাইজে এই বিষয়ে সন্তুষ্টি প্ৰকাশ কৰাৰ লগতে আৰু অধিক উন্নয়নৰ দাবী জনাইছে। জিলা প্ৰশাসনৰ বিষয়াসকলে অঞ্চলটো পৰিদৰ্শন কৰি প্ৰয়োজনীয় ব্যৱস্থা গ্ৰহণৰ আশ্বাস দিয়ে। সভাত উপস্থিত থকা বিশিষ্ট ব্যক্তিসকলে সমাজৰ সৰ্বাংগীণ উন্নতিৰ বাবে সকলোকে একেলগে কাম কৰিবলৈ আহ্বান জনায়। ইয়াৰ উপৰি বিভিন্ন সংগঠনৰ প্ৰতিনিধিসকলেও নিজৰ মতামত ব্যক্ত কৰে। অসমৰ বিভিন্ন প্ৰান্তৰ পৰা সংগ্ৰহ কৰা বাতৰি অনুসৰি চৰকাৰে বিভিন্ন আঁচনি ৰূপায়ণৰ বাবে পদক্ষেপ গ্ৰহণ কৰিছে। স্থানীয় ৰাইজে এই বিষয়ে সন্তুষ্টি প্ৰকাশ কৰাৰ লগতে আৰু অধিক উন্নয়নৰ দাবী জনাইছে। জিলা প্ৰশাসনৰ বিষয়াসকলে অঞ্চলটো পৰিদৰ্শন কৰি প্ৰয়োজনীয় ব্যৱস্থা গ্ৰহণৰ আশ্বাস দিয়ে। সভাত উপস্থিত থকা বিশিষ্ট ব্যক্তিসকলে সমাজৰ সৰ্বাংগীণ উন্নতিৰ বাবে সকলোকে একেলগে কাম কৰিবলৈ আহ্বান জনায়। ইয়াৰ উপৰি বিভিন্ন সংগঠনৰ প্ৰতিনিধিসকলেও নিজৰ মতামত ব্যক্ত কৰে। অসমৰ বিভিন্ন প্ৰান্তৰ পৰা সংগ্ৰহ কৰা বাতৰি অনুসৰি চৰকাৰে বিভিন্ন আঁচনি ৰূপায়ণৰ বাবে পদক্ষেপ গ্ৰহণ কৰিছে। স্থানীয় ৰাইজে এই বিষয়ে সন্তুষ্টি প্ৰকাশ কৰাৰ লগতে আৰু অধিক উন্নয়নৰ দাবী জনাইছে। জিলা প্ৰশাসনৰ বিষয়াসকলে অঞ্চলটো পৰিদৰ্শন কৰি প্ৰয়োজনীয় ব্যৱস্থা গ্ৰহণৰ আশ্বাস দিয়ে। সভাত উপস্থিত থকা বিশিষ্ট ব্যক্তিসকলে সমাজৰ সৰ্বাংগীণ উন্নতিৰ বাবে সকলোকে একেলগে কাম কৰিবলৈ আহ্বান জনায়। ইয়াৰ উপৰি বিভিন্ন সংগঠনৰ প্ৰতিনিধিসকলেও নিজৰ মতামত ব্যক্ত কৰে। xyxy=(708,557,940,772)
article-separator xyxy=(708,522,940,523)
article-body: অসমৰ বিভিন্ন প্ৰান্তৰ পৰা সংগ্ৰহ কৰা বাতৰি অনুসৰি চৰকাৰে বিভিন্ন আঁচনি ৰূপায়ণৰ বাবে পদক্ষেপ গ্ৰহণ কৰিছে। স্থানীয় ৰাইজে এই বিষয়ে সন্তুষ্টি প্ৰকাশ কৰাৰ লগতে আৰু অধিক উন্নয়নৰ দাবী জনাইছে। জিলা প্ৰশাসনৰ বিষয়াসকলে অঞ্চলটো পৰিদৰ্শন কৰি প্ৰয়োজনীয় ব্যৱস্থা গ্ৰহণৰ আশ্বাস দিয়ে। সভাত উপস্থিত থকা বিশিষ্ট ব্যক্তিসকলে সমাজৰ সৰ্বাংগীণ উন্নতিৰ বাবে সকলোকে একেলগে কাম কৰিবলৈ আহ্বান জনায়। ইয়াৰ উপৰি বিভিন্ন সংগঠনৰ প্ৰতিনিধিসকলেও নিজৰ মতামত ব্যক্ত কৰে। অসমৰ বিভিন্ন প্ৰান্তৰ পৰা সংগ্ৰহ কৰা বাতৰি অনুসৰি চৰকাৰে বিভিন্ন আঁচনি ৰূপায়ণৰ বাবে পদক্ষেপ গ্ৰহণ কৰিছে। স্থানীয় ৰাইজে এই বিষয়ে সন্তুষ্টি প্ৰকাশ কৰাৰ লগতে আৰু অধিক উন্নয়নৰ দাবী জনাইছে। জিলা প্ৰশাসনৰ বিষয়াসকলে অঞ্চলটো পৰিদৰ্শন কৰি প্ৰয়োজনীয় ব্যৱস্থা গ্ৰহণৰ আশ্বাস দিয়ে। সভাত উপস্থিত থকা বিশিষ্ট ব্যক্তিসকলে সমাজৰ সৰ্বাংগীণ উন্নতিৰ বাবে সকলোকে একেলগে কাম কৰিবলৈ আহ্বান জনায়। ইয়াৰ উপৰি বিভিন্ন সংগঠনৰ প্ৰতিনিধিসকলেও নিজৰ মতামত ব্যক্ত কৰে। অসমৰ বিভিন্ন প্ৰান্তৰ পৰা সংগ্ৰহ কৰা বাতৰি অনুসৰি চৰকাৰে বিভিন্ন আঁচনি ৰূপায়ণৰ বাবে পদক্ষেপ গ্ৰহণ কৰিছে। স্থানীয় ৰাইজে এই বিষয়ে সন্তুষ্টি প্ৰকাশ কৰাৰ লগতে আৰু অধিক উন্নয়নৰ দাবী জনাইছে। জিলা প্ৰশাসনৰ বিষয়াসকলে অঞ্চলটো পৰিদৰ্শন কৰি প্ৰয়োজনীয় ব্যৱস্থা গ্ৰহণৰ আশ্বাস দিয়ে। সভাত উপস্থিত থকা বিশিষ্ট ব্যক্তিসকলে সমাজৰ সৰ্বাংগীণ উন্নতিৰ বাবে সকলোকে একেলগে কাম কৰিবলৈ আহ্বান জনায়। ইয়াৰ উপৰি বিভিন্ন সংগঠনৰ প্ৰতিনিধিসকলেও নিজৰ মতামত ব্যক্ত কৰে। অসমৰ বিভিন্ন প্ৰান্তৰ পৰা সংগ্ৰহ কৰা বাতৰি অনুসৰি চৰকাৰে বিভিন্ন আঁচনি ৰূপায়ণৰ বাবে পদক্ষেপ গ্ৰহণ কৰিছে। স্থানীয় ৰাইজে এই বিষয়ে সন্তুষ্টি প্ৰকাশ কৰাৰ লগতে আৰু অধিক উন্নয়নৰ দাবী জনাইছে। জিলা প্ৰশাসনৰ বিষয়াসকলে অঞ্চলটো পৰিদৰ্শন কৰি প্ৰয়োজনীয় ব্যৱস্থা গ্ৰহণৰ আশ্বাস দিয়ে। সভাত উপস্থিত থকা বিশিষ্ট ব্যক্তিসকলে সমাজৰ সৰ্বাংগীণ উন্নতিৰ xyxy=(472,1189,698,1324)
article xyxy=(240,575,462,1157)
article-body: অসমৰ বিভিন্ন প্ৰান্তৰ পৰা সংগ্ৰহ কৰা বাতৰি অনুসৰি চৰকাৰে বিভিন্ন আঁচনি ৰূপায়ণৰ বাবে পদক্ষেপ গ্ৰহণ কৰিছে। স্থানীয় ৰাইজে এই বিষয়ে সন্তুষ্টি প্ৰকাশ কৰাৰ লগতে আৰু অধিক উন্নয়নৰ দাবী জনাইছে। জিলা প্ৰশাসনৰ বিষয়াসকলে অঞ্চলটো পৰিদৰ্শন কৰি প্ৰয়োজনীয় ব্যৱস্থা গ্ৰহণৰ আশ্বাস দিয়ে। সভাত উপস্থিত থকা বিশিষ্ট ব্যক্তিসকলে সমাজৰ সৰ্বাংগীণ উন্নতিৰ বাবে সকলোকে একেলগে কাম কৰিবলৈ আহ্বান জনায়। ইয়াৰ উপৰি বিভিন্ন সংগঠনৰ প্ৰতিনিধিসকলেও নিজৰ মতামত ব্যক্ত কৰে। অসমৰ বিভিন্ন প্ৰান্তৰ পৰা সংগ্ৰহ কৰা বাতৰি অনুসৰি চৰকাৰে বিভিন্ন আঁচনি ৰূপায়ণৰ বাবে পদক্ষেপ গ্ৰহণ কৰিছে। স্থানীয় ৰাইজে এই বিষয়ে সন্তুষ্টি প্ৰকাশ কৰাৰ লগতে আৰু অধিক উন্নয়নৰ দাবী জনাইছে। জিলা প্ৰশাসনৰ বিষয়াসকলে অঞ্চলটো পৰিদৰ্শন কৰি প্ৰয়োজনীয় ব্যৱস্থা গ্ৰহণৰ আশ্বাস দিয়ে। সভাত উপস্থিত থকা বিশিষ্ট ব্যক্তিসকলে সমাজৰ সৰ্বাংগীণ উন্নতিৰ বাবে সকলোকে একেলগে কাম কৰিবলৈ আহ্বান জনায়। ইয়াৰ উপৰি বিভিন্ন সংগঠনৰ প্ৰতিনিধিসকলেও নিজৰ মতামত ব্যক্ত কৰে। অসমৰ বিভিন্ন প্ৰান্তৰ পৰা সংগ্ৰহ কৰা বাতৰি অনুসৰি চৰকাৰে বিভিন্ন আঁচনি ৰূপায়ণৰ বাবে পদক্ষেপ গ্ৰহণ কৰিছে। স্থানীয় ৰাইজে এই বিষয়ে সন্তুষ্টি প্ৰকাশ কৰাৰ লগতে আৰু অধিক উন্নয়নৰ দাবী জনাইছে। জিলা প্ৰশাসনৰ বিষয়াসকলে অঞ্চলটো পৰিদৰ্শন কৰি প্ৰয়োজনীয় ব্যৱস্থা গ্ৰহণৰ আশ্বাস দিয়ে। সভাত উপস্থিত থকা বিশিষ্ট ব্যক্তিসকলে সমাজৰ সৰ্বাংগীণ উন্নতিৰ বাবে সকলোকে একেলগে কাম কৰিবলৈ আহ্বান জনায়। ইয়াৰ উপৰি বিভিন্ন সংগঠনৰ প্ৰতিনিধিসকলেও নিজৰ মতামত ব্যক্ত কৰে। অসমৰ বিভিন্ন প্ৰান্তৰ পৰা সংগ্ৰহ কৰা বাতৰি অনুসৰি চৰকাৰে বিভিন্ন আঁচনি ৰূপায়ণৰ বাবে পদক্ষেপ গ্ৰহণ কৰিছে। স্থানীয় ৰাইজে এই বিষয়ে সন্তুষ্টি প্ৰকাশ কৰাৰ লগতে আৰু অধিক উন্নয়নৰ দাবী জনাইছে। জিলা প্ৰশাসনৰ বিষয়াসকলে অঞ্চলটো পৰিদৰ্শন কৰি প্ৰয়োজনীয় ব্যৱস্থা গ্ৰহণৰ আশ্বাস দিয়ে। সভাত উপস্থিত থকা বিশিষ্ট ব্যক্তিসকলে সমাজৰ সৰ্বাংগীণ উন্নতিৰ বাবে সকলোকে একেলগে কাম কৰিবলৈ আহ্বান জনায়। ইয়াৰ উপৰি বিভিন্ন সংগঠনৰ প্ৰতিনিধিসকলেও নিজৰ মতামত ব্যক্ত কৰে। অসমৰ বিভিন্ন প্ৰান্তৰ পৰা সংগ্ৰহ কৰা বাতৰি অনুসৰি চৰকাৰে বিভিন্ন আঁচনি ৰূপায়ণৰ বাবে পদক্ষেপ গ্ৰহণ কৰিছে। স্থানীয় ৰাইজে এই বিষয়ে সন্তুষ্টি প্ৰকাশ কৰাৰ লগতে আৰু অধিক উন্নয়নৰ দাবী জনাইছে। জিলা প্ৰশাসনৰ বিষয়াসকলে অঞ্চলটো পৰিদৰ্শন কৰি প্ৰয়োজনীয় ব্যৱস্থা গ্ৰহণৰ আশ্বাস দিয়ে। সভাত উপস্থিত থকা বিশিষ্ট ব্যক্তিসকলে সমাজৰ সৰ্বাংগীণ উন্নতিৰ বাবে সকলোকে একেলগে কাম কৰিবলৈ আহ্বান জনায়। ইয়াৰ উপৰি বিভিন্ন সংগঠনৰ প্ৰতিনিধিসকলেও নিজৰ মতামত ব্যক্ত কৰে। অসমৰ বিভিন্ন প্ৰান্তৰ পৰা সংগ্ৰহ কৰা বাতৰি অনুসৰি চৰকাৰে বিভিন্ন আঁচনি ৰূপায়ণৰ বাবে পদক্ষেপ গ্ৰহণ কৰিছে। স্থানীয় ৰাইজে এই বিষয়ে সন্তুষ্টি প্ৰকাশ কৰাৰ লগতে আৰু অধিক উন্নয়নৰ দাবী জনাইছে। জিলা প্ৰশাসনৰ বিষয়াসকলে অঞ্চলটো পৰিদৰ্শন কৰি প্ৰয়োজনীয় ব্যৱস্থা গ্ৰহণৰ আশ্বাস দিয়ে। সভাত উপস্থিত থকা বিশিষ্ট ব্যক্তিসকলে সমাজৰ সৰ্বাংগীণ উন্নতিৰ বাবে সকলোকে একেলগে কাম কৰিবলৈ আহ্বান জনায়। ইয়াৰ উপৰি বিভিন্ন সংগঠনৰ প্ৰতিনিধিসকলেও নিজৰ মতামত ব্যক্ত কৰে। xyxy=(6,135,228,366)
article-separator xyxy=(240,570,462,571)
article-separator xyxy=(6,1318,228,1319)
date-assamese: গুৱাহাটী, বৃহস্পতিবাৰ, ১৪ কাতি, ১৯৪৬ শক xyxy=(6,14,185,25)
article-separator xyxy=(6,1118,228,1119)
article-separator xyxy=(472,1154,698,1155)
brand-bar xyxy=(0,40,945,63)
article-headline: যোৰহাট চিকিৎসা... xyxy=(748,71,900,93)
article-body: অসমৰ বিভিন্ন প্ৰান্তৰ পৰা সংগ্ৰহ কৰা বাতৰি অনুসৰি চৰকাৰে বিভিন্ন আঁচনি ৰূপায়ণৰ বাবে পদক্ষেপ গ্ৰহণ কৰিছে। স্থানীয় ৰাইজে এই বিষয়ে সন্তুষ্টি প্ৰকাশ কৰাৰ লগতে আৰু অধিক উন্নয়নৰ দাবী জনাইছে। জিলা প্ৰশাসনৰ বিষয়াসকলে অঞ্চলটো পৰিদৰ্শন কৰি প্ৰয়োজনীয় ব্যৱস্থা গ্ৰহণৰ আশ্বাস দিয়ে। সভাত উপস্থিত থকা বিশিষ্ট ব্যক্তিসকলে সমাজৰ সৰ্বাংগীণ উন্নতিৰ বাবে সকলোকে একেলগে কাম কৰিবলৈ আহ্বান জনায়। ইয়াৰ উপৰি বিভিন্ন সংগঠনৰ প্ৰতিনিধিসকলেও নিজৰ মতামত ব্যক্ত কৰে। অসমৰ বিভিন্ন প্ৰান্তৰ পৰা সংগ্ৰহ কৰা বাতৰি অনুসৰি চৰকাৰে বিভিন্ন আঁচনি ৰূপায়ণৰ বাবে পদক্ষেপ গ্ৰহণ কৰিছে। স্থানীয় ৰাইজে এই বিষয়ে সন্তুষ্টি প্ৰকাশ কৰাৰ লগতে আৰু অধিক উন্নয়নৰ দাবী জনাইছে। জিলা প্ৰশাসনৰ বিষয়াসকলে অঞ্চলটো পৰিদৰ্শন কৰি প্ৰয়োজনীয় ব্যৱস্থা গ্ৰহণৰ আশ্বাস দিয়ে। সভাত উপস্থিত থকা বিশিষ্ট ব্যক্তিসকলে সমাজৰ সৰ্বাংগীণ উন্নতিৰ বাবে সকলোকে একেলগে কাম কৰিবলৈ আহ্বান জনায়। ইয়াৰ উপৰি বিভিন্ন সংগঠনৰ প্ৰতিনিধিসকলেও নিজৰ মতামত ব্যক্ত কৰে। অসমৰ বিভিন্ন প্ৰান্তৰ পৰা সংগ্ৰহ কৰা বাতৰি অনুসৰি চৰকাৰে বিভিন্ন আঁচনি ৰূপায়ণৰ বাবে পদক্ষেপ গ্ৰহণ কৰিছে। স্থানীয় ৰাইজে এই বিষয়ে সন্তুষ্টি প্ৰকাশ কৰাৰ লগতে আৰু অধিক উন্নয়নৰ দাবী জনাইছে। জিলা প্ৰশাসনৰ বিষয়াসকলে অঞ্চলটো পৰিদৰ্শন কৰি প্ৰয়োজনীয় ব্যৱস্থা গ্ৰহণৰ আশ্বাস দিয়ে। সভাত উপস্থিত থকা বিশিষ্ট ব্যক্তিসকলে সমাজৰ সৰ্বাংগীণ উন্নতিৰ বাবে সকলোকে একেলগে কাম কৰিবলৈ আহ্বান জনায়। ইয়াৰ উপৰি বিভিন্ন সংগঠনৰ প্ৰতিনিধিসকলেও নিজৰ মতামত ব্যক্ত কৰে। অসমৰ বিভিন্ন প্ৰান্তৰ পৰা সংগ্ৰহ কৰা বাতৰি অনুসৰি চৰকাৰে বিভিন্ন আঁচনি ৰূপায়ণৰ বাবে পদক্ষেপ গ্ৰহণ কৰিছে। স্থানীয় ৰাইজে এই বিষয়ে সন্তুষ্টি প্ৰকাশ কৰাৰ লগতে আৰু অধিক উন্নয়নৰ দাবী জনাইছে। জিলা প্ৰশাসনৰ বিষয়াসকলে অঞ্চলটো পৰিদৰ্শন কৰি প্ৰয়োজনীয় ব্যৱস্থা গ্ৰহণৰ আশ্বাস দিয়ে। সভাত উপস্থিত থকা বিশিষ্ট ব্যক্তিসকলে সমাজৰ সৰ্বাংগীণ উন্নতিৰ বাবে সকলোকে একেলগে কাম কৰিবলৈ আহ্বান জনায়। ইয়াৰ উপৰি বিভিন্ন সংগঠনৰ প্ৰতিনিধিসকলেও নিজৰ মতামত ব্যক্ত কৰে। অসমৰ বিভিন্ন প্ৰান্তৰ পৰা সংগ্ৰহ কৰা বাতৰি অনুসৰি চৰকাৰে বিভিন্ন আঁচনি ৰূপায়ণৰ বাবে পদক্ষেপ গ্ৰহণ কৰিছে। স্থানীয় ৰাইজে এই বিষয়ে সন্তুষ্টি প্ৰকাশ কৰাৰ লগতে আৰু অধিক উন্নয়নৰ দাবী জনাইছে। জিলা প্ৰশাসনৰ বিষয়াসকলে অঞ্চলটো পৰিদৰ্শন কৰি প্ৰয়োজনীয় ব্যৱস্থা গ্ৰহণৰ আশ্বাস দিয়ে। সভাত উপস্থিত থকা বিশিষ্ট ব্যক্তিসকলে সমাজৰ সৰ্বাংগীণ উন্নতিৰ বাবে সকলোকে একেলগে কাম কৰিবলৈ আহ্বান জনায়। ইয়াৰ উপৰি বিভিন্ন সংগঠনৰ প্ৰতিনিধিসকলেও নিজৰ মতামত ব্যক্ত কৰে। অসমৰ বিভিন্ন প্ৰান্তৰ পৰা সংগ্ৰহ কৰা বাতৰি অনুসৰি চৰকাৰে বিভিন্ন আঁচনি ৰূপায়ণৰ বাবে পদক্ষেপ গ্ৰহণ কৰিছে। স্থানীয় ৰাইজে এই বিষয়ে সন্তুষ্টি প্ৰকাশ কৰাৰ লগতে আৰু অধিক উন্নয়নৰ দাবী জনাইছে। জিলা প্ৰশাসনৰ বিষয়াসকলে অঞ্চলটো পৰিদৰ্শন কৰি প্ৰয়োজনীয় ব্যৱস্থা গ্ৰহণৰ আশ্বাস দিয়ে। সভাত উপস্থিত থকা বিশিষ্ট ব্যক্তিসকলে সমাজৰ সৰ্বাংগীণ উন্নতিৰ বাবে সকলোকে একেলগে কাম কৰিবলৈ আহ্বান জনায়। ইয়াৰ উপৰি বিভিন্ন সংগঠনৰ প্ৰতিনিধিসকলেও নিজৰ মতামত ব্যক্ত কৰে। xyxy=(708,1189,940,1404)
article-headline: নলবাৰীত বনৰীয়া... xyxy=(754,1474,894,1495)
article-headline: গৰু ছিঙিকেটত... xyxy=(289,577,413,598)
article xyxy=(472,1336,698,1565)
article-body: অসমৰ বিভিন্ন প্ৰান্তৰ পৰা সংগ্ৰহ কৰা বাতৰি অনুসৰি চৰকাৰে বিভিন্ন আঁচনি ৰূপায়ণৰ বাবে পদক্ষেপ গ্ৰহণ কৰিছে। স্থানীয় ৰাইজে এই বিষয়ে সন্তুষ্টি প্ৰকাশ কৰাৰ লগতে আৰু অধিক উন্নয়নৰ দাবী জনাইছে। জিলা প্ৰশাসনৰ বিষয়াসকলে অঞ্চলটো পৰিদৰ্শন কৰি প্ৰয়োজনীয় ব্যৱস্থা গ্ৰহণৰ আশ্বাস দিয়ে। সভাত উপস্থিত থকা বিশিষ্ট ব্যক্তিসকলে সমাজৰ সৰ্বাংগীণ উন্নতিৰ বাবে সকলোকে একেলগে কাম কৰিবলৈ আহ্বান জনায়। ইয়াৰ উপৰি বিভিন্ন সংগঠনৰ প্ৰতিনিধিসকলেও নিজৰ মতামত ব্যক্ত কৰে। অসমৰ বিভিন্ন প্ৰান্তৰ পৰা সংগ্ৰহ কৰা বাতৰি অনুসৰি চৰকাৰে বিভিন্ন আঁচনি ৰূপায়ণৰ বাবে পদক্ষেপ গ্ৰহণ কৰিছে। স্থানীয় ৰাইজে এই বিষয়ে সন্তুষ্টি প্ৰকাশ কৰাৰ লগতে আৰু অধিক উন্নয়নৰ দাবী জনাইছে। জিলা প্ৰশাসনৰ বিষয়াসকলে অঞ্চলটো পৰিদৰ্শন কৰি প্ৰয়োজনীয় ব্যৱস্থা গ্ৰহণৰ আশ্বাস দিয়ে। সভাত উপস্থিত থকা বিশিষ্ট ব্যক্তিসকলে সমাজৰ সৰ্বাংগীণ উন্নতিৰ বাবে সকলোকে একেলগে কাম কৰিবলৈ আহ্বান জনায়। ইয়াৰ উপৰি বিভিন্ন সংগঠনৰ প্ৰতিনিধিসকলেও নিজৰ মতামত ব্যক্ত কৰে। অসমৰ বিভিন্ন প্ৰান্তৰ পৰা সংগ্ৰহ কৰা বাতৰি অনুসৰি চৰকাৰে বিভিন্ন আঁচনি ৰূপায়ণৰ বাবে পদক্ষেপ গ্ৰহণ কৰিছে। স্থানীয় ৰাইজে এই বিষয়ে সন্তুষ্টি প্ৰকাশ কৰাৰ লগতে আৰু অধিক উন্নয়নৰ দাবী জনাইছে। জিলা প্ৰশাসনৰ বিষয়াসকলে অঞ্চলটো পৰিদৰ্শন কৰি প্ৰয়োজনীয় ব্যৱস্থা গ্ৰহণৰ আশ্বাস দিয়ে। সভাত উপস্থিত থকা বিশিষ্ট ব্যক্তিসকলে সমাজৰ সৰ্বাংগীণ উন্নতিৰ বাবে সকলোকে একেলগে কাম কৰিবলৈ আহ্বান জনায়। ইয়াৰ উপৰি বিভিন্ন সংগঠনৰ প্ৰতিনিধিসকলেও নিজৰ মতামত ব্যক্ত কৰে। অসমৰ বিভিন্ন প্ৰান্তৰ পৰা সংগ্ৰহ কৰা বাতৰি অনুসৰি চৰকাৰে বিভিন্ন আঁচনি ৰূপায়ণৰ বাবে পদক্ষেপ গ্ৰহণ কৰিছে। স্থানীয় ৰাইজে এই বিষয়ে সন্তুষ্টি প্ৰকাশ কৰাৰ লগতে আৰু অধিক উন্নয়নৰ দাবী জনাইছে। জিলা প্ৰশাসনৰ বিষয়াসকলে অঞ্চলটো পৰিদৰ্শন কৰি প্ৰয়োজনীয় ব্যৱস্থা গ্ৰহণৰ আশ্বাস দিয়ে। সভাত উপস্থিত থকা বিশিষ্ট ব্যক্তিসকলে সমাজৰ সৰ্বাংগীণ উন্নতিৰ বাবে সকলোকে একেলগে কাম কৰিবলৈ আহ্বান জনায়। ইয়াৰ উপৰি বিভিন্ন সংগঠনৰ প্ৰতিনিধিসকলেও নিজৰ মতামত ব্যক্ত কৰে। অসমৰ বিভিন্ন প্ৰান্তৰ পৰা সংগ্ৰহ কৰা বাতৰি অনুসৰি চৰকাৰে বিভিন্ন আঁচনি ৰূপায়ণৰ বাবে পদক্ষেপ গ্ৰহণ কৰিছে। স্থানীয় ৰাইজে এই বিষয়ে সন্তুষ্টি প্ৰকাশ কৰাৰ লগতে আৰু অধিক উন্নয়নৰ দাবী জনাইছে। জিলা প্ৰশাসনৰ বিষয়াসকলে অঞ্চলটো পৰিদৰ্শন কৰি প্ৰয়োজনীয় ব্যৱস্থা গ্ৰহণৰ আশ্বাস দিয়ে। সভাত উপস্থিত থকা বিশিষ্ট ব্যক্তিসকলে সমাজৰ সৰ্বাংগীণ উন্নতিৰ বাবে সকলোকে একেলগে কাম কৰিবলৈ আহ্বান জনায়। ইয়াৰ উপৰি বিভিন্ন সংগঠনৰ প্ৰতিনিধিসকলেও নিজৰ মতামত ব্যক্ত কৰে। অসমৰ বিভিন্ন প্ৰান্তৰ পৰা সংগ্ৰহ কৰা বাতৰি অনুসৰি চৰকাৰে বিভিন্ন আঁচনি ৰূপায়ণৰ বাবে পদক্ষেপ গ্ৰহণ কৰিছে। স্থানীয় ৰাইজে এই বিষয়ে সন্তুষ্টি প্ৰকাশ কৰাৰ লগতে আৰু অধিক উন্নয়নৰ দাবী জনাইছে। জিলা প্ৰশাসনৰ বিষয়াসকলে অঞ্চলটো পৰিদৰ্শন কৰি xyxy=(472,1366,698,1565)
article-body: অসমৰ বিভিন্ন প্ৰান্তৰ পৰা সংগ্ৰহ কৰা বাতৰি অনুসৰি চৰকাৰে বিভিন্ন আঁচনি ৰূপায়ণৰ বাবে পদক্ষেপ গ্ৰহণ কৰিছে। স্থানীয় ৰাইজে এই বিষয়ে সন্তুষ্টি প্ৰকাশ কৰাৰ লগতে আৰু অধিক উন্নয়নৰ দাবী জনাইছে। জিলা প্ৰশাসনৰ বিষয়াসকলে অঞ্চলটো পৰিদৰ্শন কৰি প্ৰয়োজনীয় ব্যৱস্থা গ্ৰহণৰ আশ্বাস দিয়ে। সভাত উপস্থিত থকা বিশিষ্ট ব্যক্তিসকলে সমাজৰ সৰ্বাংগীণ উন্নতিৰ বাবে সকলোকে একেলগে কাম কৰিবলৈ আহ্বান জনায়। ইয়াৰ উপৰি বিভিন্ন সংগঠনৰ প্ৰতিনিধিসকলেও নিজৰ মতামত ব্যক্ত কৰে। অসমৰ বিভিন্ন প্ৰান্তৰ পৰা সংগ্ৰহ কৰা বাতৰি অনুসৰি চৰকাৰে বিভিন্ন আঁচনি ৰূপায়ণৰ বাবে পদক্ষেপ গ্ৰহণ কৰিছে। স্থানীয় ৰাইজে এই বিষয়ে সন্তুষ্টি প্ৰকাশ কৰাৰ লগতে আৰু অধিক উন্নয়নৰ দাবী জনাইছে। জিলা প্ৰশাসনৰ বিষয়াসকলে অঞ্চলটো পৰিদৰ্শন কৰি প্ৰয়োজনীয় ব্যৱস্থা গ্ৰহণৰ আশ্বাস দিয়ে। সভাত উপস্থিত থকা বিশিষ্ট ব্যক্তিসকলে সমাজৰ সৰ্বাংগীণ উন্নতিৰ বাবে সকলোকে একেলগে কাম কৰিবলৈ আহ্বান জনায়। ইয়াৰ উপৰি বিভিন্ন সংগঠনৰ প্ৰতিনিধিসকলেও নিজৰ মতামত ব্যক্ত কৰে। অসমৰ বিভিন্ন প্ৰান্তৰ পৰা সংগ্ৰহ কৰা বাতৰি অনুসৰি চৰকাৰে বিভিন্ন আঁচনি ৰূপায়ণৰ বাবে পদক্ষেপ গ্ৰহণ কৰিছে। স্থানীয় ৰাইজে এই বিষয়ে সন্তুষ্টি প্ৰকাশ কৰাৰ লগতে আৰু অধিক উন্নয়নৰ দাবী জনাইছে। জিলা প্ৰশাসনৰ বিষয়াসকলে অঞ্চলটো পৰিদৰ্শন কৰি প্ৰয়োজনীয় ব্যৱস্থা গ্ৰহণৰ আশ্বাস দিয়ে। সভাত উপস্থিত থকা বিশিষ্ট ব্যক্তিসকলে সমাজৰ সৰ্বাংগীণ উন্নতিৰ বাবে সকলোকে একেলগে কাম কৰিবলৈ আহ্বান জনায়। ইয়াৰ উপৰি বিভিন্ন সংগঠনৰ প্ৰতিনিধিসকলেও নিজৰ মতামত ব্যক্ত কৰে। অসমৰ বিভিন্ন প্ৰান্তৰ পৰা সংগ্ৰহ কৰা বাতৰি অনুসৰি চৰকাৰে বিভিন্ন আঁচনি ৰূপায়ণৰ বাবে পদক্ষেপ গ্ৰহণ কৰিছে। স্থানীয় ৰাইজে এই বিষয়ে সন্তুষ্টি প্ৰকাশ কৰাৰ লগতে আৰু অধিক উন্নয়নৰ দাবী জনাইছে। জিলা প্ৰশাসনৰ বিষয়াসকলে অঞ্চলটো পৰিদৰ্শন কৰি প্ৰয়োজনীয় ব্যৱস্থা গ্ৰহণৰ আশ্বাস দিয়ে। সভাত উপস্থিত থকা বিশিষ্ট ব্যক্তিসকলে সমাজৰ সৰ্বাংগীণ উন্নতিৰ বাবে সকলোকে একেলগে কাম কৰিবলৈ আহ্বান জনায়। ইয়াৰ উপৰি বিভিন্ন সংগঠনৰ প্ৰতিনিধিসকলেও নিজৰ মতামত ব্যক্ত কৰে। অসমৰ বিভিন্ন প্ৰান্তৰ পৰা সংগ্ৰহ কৰা বাতৰি অনুসৰি চৰকাৰে বিভিন্ন আঁচনি ৰূপায়ণৰ বাবে পদক্ষেপ গ্ৰহণ কৰিছে। স্থানীয় ৰাইজে এই বিষয়ে সন্তুষ্টি xyxy=(6,1153,228,1312)
article-body: অসমৰ বিভিন্ন প্ৰান্তৰ পৰা সংগ্ৰহ কৰা বাতৰি অনুসৰি চৰকাৰে বিভিন্ন আঁচনি ৰূপায়ণৰ বাবে পদক্ষেপ গ্ৰহণ কৰিছে। স্থানীয় ৰাইজে এই বিষয়ে সন্তুষ্টি প্ৰকাশ কৰাৰ লগতে আৰু অধিক উন্নয়নৰ দাবী জনাইছে। জিলা প্ৰশাসনৰ বিষয়াসকলে অঞ্চলটো পৰিদৰ্শন কৰি প্ৰয়োজনীয় ব্যৱস্থা গ্ৰহণৰ আশ্বাস দিয়ে। সভাত উপস্থিত থকা বিশিষ্ট ব্যক্তিসকলে সমাজৰ সৰ্বাংগীণ উন্নতিৰ বাবে সকলোকে একেলগে কাম কৰিবলৈ আহ্বান জনায়। ইয়াৰ উপৰি বিভিন্ন সংগঠনৰ প্ৰতিনিধিসকলেও নিজৰ মতামত ব্যক্ত কৰে। অসমৰ বিভিন্ন প্ৰান্তৰ পৰা সংগ্ৰহ কৰা বাতৰি অনুসৰি চৰকাৰে বিভিন্ন আঁচনি ৰূপায়ণৰ বাবে পদক্ষেপ গ্ৰহণ কৰিছে। স্থানীয় ৰাইজে এই বিষয়ে সন্তুষ্টি প্ৰকাশ কৰাৰ লগতে আৰু অধিক উন্নয়নৰ দাবী জনাইছে। জিলা প্ৰশাসনৰ বিষয়াসকলে অঞ্চলটো পৰিদৰ্শন কৰি প্ৰয়োজনীয় ব্যৱস্থা গ্ৰহণৰ আশ্বাস দিয়ে। সভাত উপস্থিত থকা বিশিষ্ট ব্যক্তিসকলে সমাজৰ সৰ্বাংগীণ উন্নতিৰ বাবে সকলোকে একেলগে কাম কৰিবলৈ আহ্বান জনায়। ইয়াৰ উপৰি বিভিন্ন সংগঠনৰ প্ৰতিনিধিসকলেও নিজৰ মতামত ব্যক্ত কৰে। অসমৰ বিভিন্ন প্ৰান্তৰ পৰা সংগ্ৰহ কৰা বাতৰি অনুসৰি চৰকাৰে বিভিন্ন আঁচনি ৰূপায়ণৰ বাবে পদক্ষেপ গ্ৰহণ কৰিছে। স্থানীয় ৰাইজে এই বিষয়ে সন্তুষ্টি প্ৰকাশ কৰাৰ লগতে আৰু অধিক উন্নয়নৰ দাবী জনাইছে। জিলা প্ৰশাসনৰ বিষয়াসকলে অঞ্চলটো পৰিদৰ্শন কৰি প্ৰয়োজনীয় ব্যৱস্থা গ্ৰহণৰ আশ্বাস দিয়ে। সভাত উপস্থিত থকা বিশিষ্ট ব্যক্তিসকলে সমাজৰ সৰ্বাংগীণ উন্নতিৰ বাবে সকলোকে একেলগে কাম কৰিবলৈ আহ্বান জনায়। ইয়াৰ উপৰি বিভিন্ন সংগঠনৰ প্ৰতিনিধিসকলেও নিজৰ মতামত ব্যক্ত কৰে। অসমৰ বিভিন্ন প্ৰান্তৰ পৰা সংগ্ৰহ কৰা বাতৰি অনুসৰি চৰকাৰে বিভিন্ন আঁচনি ৰূপায়ণৰ বাবে পদক্ষেপ গ্ৰহণ কৰিছে। স্থানীয় ৰাইজে এই বিষয়ে সন্তুষ্টি প্ৰকাশ কৰাৰ লগতে আৰু অধিক উন্নয়নৰ দাবী জনাইছে। জিলা প্ৰশাসনৰ বিষয়াসকলে অঞ্চলটো পৰিদৰ্শন কৰি প্ৰয়োজনীয় ব্যৱস্থা গ্ৰহণৰ আশ্বাস দিয়ে। সভাত উপস্থিত থকা বিশিষ্ট ব্যক্তিসকলে সমাজৰ সৰ্বাংগীণ উন্নতিৰ বাবে সকলোকে একেলগে কাম কৰিবলৈ আহ্বান জনায়। ইয়াৰ উপৰি বিভিন্ন সংগঠনৰ প্ৰতিনিধিসকলেও নিজৰ মতামত ব্যক্ত কৰে। অসমৰ বিভিন্ন প্ৰান্তৰ পৰা সংগ্ৰহ কৰা বাতৰি অনুসৰি চৰকাৰে বিভিন্ন আঁচনি ৰূপায়ণৰ বাবে পদক্ষেপ গ্ৰহণ কৰিছে। স্থানীয় ৰাইজে এই বিষয়ে সন্তুষ্টি প্ৰকাশ কৰাৰ লগতে আৰু অধিক উন্নয়নৰ দাবী জনাইছে। জিলা প্ৰশাসনৰ বিষয়াসকলে অঞ্চলটো পৰিদৰ্শন কৰি প্ৰয়োজনীয় ব্যৱস্থা গ্ৰহণৰ আশ্বাস দিয়ে। সভাত উপস্থিত থকা বিশিষ্ট ব্যক্তিসকলে সমাজৰ সৰ্বাংগীণ উন্নতিৰ বাবে সকলোকে একেলগে কাম কৰিবলৈ আহ্বান জনায়। ইয়াৰ উপৰি বিভিন্ন সংগঠনৰ প্ৰতিনিধিসকলেও নিজৰ মতামত ব্যক্ত কৰে। অসমৰ বিভিন্ন প্ৰান্তৰ পৰা সংগ্ৰহ কৰা বাতৰি অনুসৰি চৰকাৰে বিভিন্ন আঁচনি ৰূপায়ণৰ বাবে পদক্ষেপ গ্ৰহণ কৰিছে। স্থানীয় ৰাইজে এই বিষয়ে সন্তুষ্টি প্ৰকাশ কৰাৰ লগতে আৰু অধিক উন্নয়নৰ দাবী জনাইছে। জিলা প্ৰশাসনৰ বিষয়াসকলে অঞ্চলটো পৰিদৰ্শন কৰি প্ৰয়োজনীয় ব্যৱস্থা গ্ৰহণৰ আশ্বাস দিয়ে। সভাত উপস্থিত থকা বিশিষ্ট ব্যক্তিসকলে সমাজৰ সৰ্বাংগীণ উন্নতিৰ বাবে সকলোকে একেলগে কাম কৰিবলৈ আহ্বান জনায়। ইয়াৰ উপৰি বিভিন্ন সংগঠনৰ প্ৰতিনিধিসকলেও নিজৰ মতামত ব্যক্ত কৰে। xyxy=(240,605,462,836)
article-headline: ডিক্ৰং নৈৰ পকী... xyxy=(522,777,648,798)
column-1 xyxy=(6,68,228,1565)
article-headline: চিদলী উপ-নিৰ্বাচনত... xyxy=(37,1326,197,1347)
article-body: অসমৰ বিভিন্ন প্ৰান্তৰ পৰা সংগ্ৰহ কৰা বাতৰি অনুসৰি চৰকাৰে বিভিন্ন আঁচনি ৰূপায়ণৰ বাবে পদক্ষেপ গ্ৰহণ কৰিছে। স্থানীয় ৰাইজে এই বিষয়ে সন্তুষ্টি প্ৰকাশ কৰাৰ লগতে আৰু অধিক উন্নয়নৰ দাবী জনাইছে। জিলা প্ৰশাসনৰ বিষয়াসকলে অঞ্চলটো পৰিদৰ্শন কৰি প্ৰয়োজনীয় ব্যৱস্থা গ্ৰহণৰ আশ্বাস দিয়ে। সভাত উপস্থিত থকা বিশিষ্ট ব্যক্তিসকলে সমাজৰ সৰ্বাংগীণ উন্নতিৰ বাবে সকলোকে একেলগে কাম কৰিবলৈ আহ্বান জনায়। ইয়াৰ উপৰি বিভিন্ন সংগঠনৰ প্ৰতিনিধিসকলেও নিজৰ মতামত ব্যক্ত কৰে। অসমৰ বিভিন্ন প্ৰান্তৰ পৰা সংগ্ৰহ কৰা বাতৰি অনুসৰি চৰকাৰে বিভিন্ন আঁচনি ৰূপায়ণৰ বাবে পদক্ষেপ গ্ৰহণ কৰিছে। স্থানীয় ৰাইজে এই বিষয়ে সন্তুষ্টি প্ৰকাশ কৰাৰ লগতে আৰু অধিক উন্নয়নৰ দাবী জনাইছে। জিলা প্ৰশাসনৰ বিষয়াসকলে অঞ্চলটো পৰিদৰ্শন কৰি প্ৰয়োজনীয় ব্যৱস্থা গ্ৰহণৰ আশ্বাস দিয়ে। সভাত উপস্থিত থকা বিশিষ্ট ব্যক্তিসকলে সমাজৰ সৰ্বাংগীণ উন্নতিৰ বাবে সকলোকে একেলগে কাম কৰিবলৈ আহ্বান জনায়। ইয়াৰ উপৰি বিভিন্ন সংগঠনৰ প্ৰতিনিধিসকলেও নিজৰ মতামত ব্যক্ত কৰে। অসমৰ বিভিন্ন প্ৰান্তৰ পৰা সংগ্ৰহ কৰা বাতৰি অনুসৰি চৰকাৰে বিভিন্ন আঁচনি ৰূপায়ণৰ বাবে পদক্ষেপ গ্ৰহণ কৰিছে। স্থানীয় ৰাইজে এই বিষয়ে সন্তুষ্টি প্ৰকাশ কৰাৰ লগতে আৰু অধিক উন্নয়নৰ দাবী জনাইছে। জিলা প্ৰশাসনৰ বিষয়াসকলে অঞ্চলটো পৰিদৰ্শন কৰি প্ৰয়োজনীয় ব্যৱস্থা গ্ৰহণৰ আশ্বাস দিয়ে। সভাত উপস্থিত থকা বিশিষ্ট ব্যক্তিসকলে সমাজৰ সৰ্বাংগীণ উন্নতিৰ বাবে সকলোকে একেলগে কাম কৰিবলৈ আহ্বান জনায়। ইয়াৰ উপৰি বিভিন্ন সংগঠনৰ প্ৰতিনিধিসকলেও নিজৰ মতামত ব্যক্ত কৰে। অসমৰ বিভিন্ন প্ৰান্তৰ পৰা সংগ্ৰহ কৰা বাতৰি অনুসৰি চৰকাৰে বিভিন্ন আঁচনি ৰূপায়ণৰ বাবে পদক্ষেপ গ্ৰহণ কৰিছে। স্থানীয় ৰাইজে এই বিষয়ে সন্তুষ্টি প্ৰকাশ কৰাৰ লগতে আৰু অধিক উন্নয়নৰ দাবী জনাইছে। জিলা প্ৰশাসনৰ বিষয়াসকলে অঞ্চলটো পৰিদৰ্শন কৰি প্ৰয়োজনীয় ব্যৱস্থা গ্ৰহণৰ আশ্বাস দিয়ে। সভাত উপস্থিত থকা বিশিষ্ট ব্যক্তিসকলে সমাজৰ সৰ্বাংগীণ উন্নতিৰ বাবে সকলোকে একেলগে কাম কৰিবলৈ আহ্বান জনায়। ইয়াৰ উপৰি বিভিন্ন সংগঠনৰ প্ৰতিনিধিসকলেও নিজৰ মতামত ব্যক্ত কৰে। অসমৰ বিভিন্ন প্ৰান্তৰ পৰা সংগ্ৰহ কৰা বাতৰি অনুসৰি চৰকাৰে বিভিন্ন আঁচনি ৰূপায়ণৰ বাবে পদক্ষেপ গ্ৰহণ কৰিছে। স্থানীয় ৰাইজে এই বিষয়ে সন্তুষ্টি প্ৰকাশ কৰাৰ লগতে আৰু অধিক উন্নয়নৰ দাবী জনাইছে। জিলা প্ৰশাসনৰ বিষয়াসকলে অঞ্চলটো পৰিদৰ্শন কৰি প্ৰয়োজনীয় ব্যৱস্থা গ্ৰহণৰ আশ্বাস দিয়ে। সভাত উপস্থিত থকা বিশিষ্ট ব্যক্তিসকলে সমাজৰ সৰ্বাংগীণ উন্নতিৰ বাবে সকলোকে একেলগে কাম কৰিবলৈ আহ্বান জনায়। ইয়াৰ উপৰি বিভিন্ন সংগঠনৰ প্ৰতিনিধিসকলেও নিজৰ মতামত ব্যক্ত কৰে। অসমৰ বিভিন্ন প্ৰান্তৰ পৰা সংগ্ৰহ কৰা বাতৰি অনুসৰি চৰকাৰে বিভিন্ন আঁচনি ৰূপায়ণৰ বাবে পদক্ষেপ গ্ৰহণ কৰিছে। স্থানীয় ৰাইজে এই বিষয়ে সন্তুষ্টি প্ৰকাশ কৰাৰ লগতে আৰু অধিক উন্নয়নৰ দাবী জনাইছে। জিলা প্ৰশাসনৰ বিষয়াসকলে অঞ্চলটো পৰিদৰ্শন কৰি প্ৰয়োজনীয় ব্যৱস্থা গ্ৰহণৰ আশ্বাস দিয়ে। সভাত উপস্থিত থকা বিশিষ্ট ব্যক্তিসকলে সমাজৰ সৰ্বাংগীণ উন্নতিৰ বাবে সকলোকে একেলগে কাম কৰিবলৈ আহ্বান জনায়। ইয়াৰ উপৰি বিভিন্ন সংগঠনৰ প্ৰতিনিধিসকলেও নিজৰ মতামত ব্যক্ত কৰে। xyxy=(6,824,228,1055)
